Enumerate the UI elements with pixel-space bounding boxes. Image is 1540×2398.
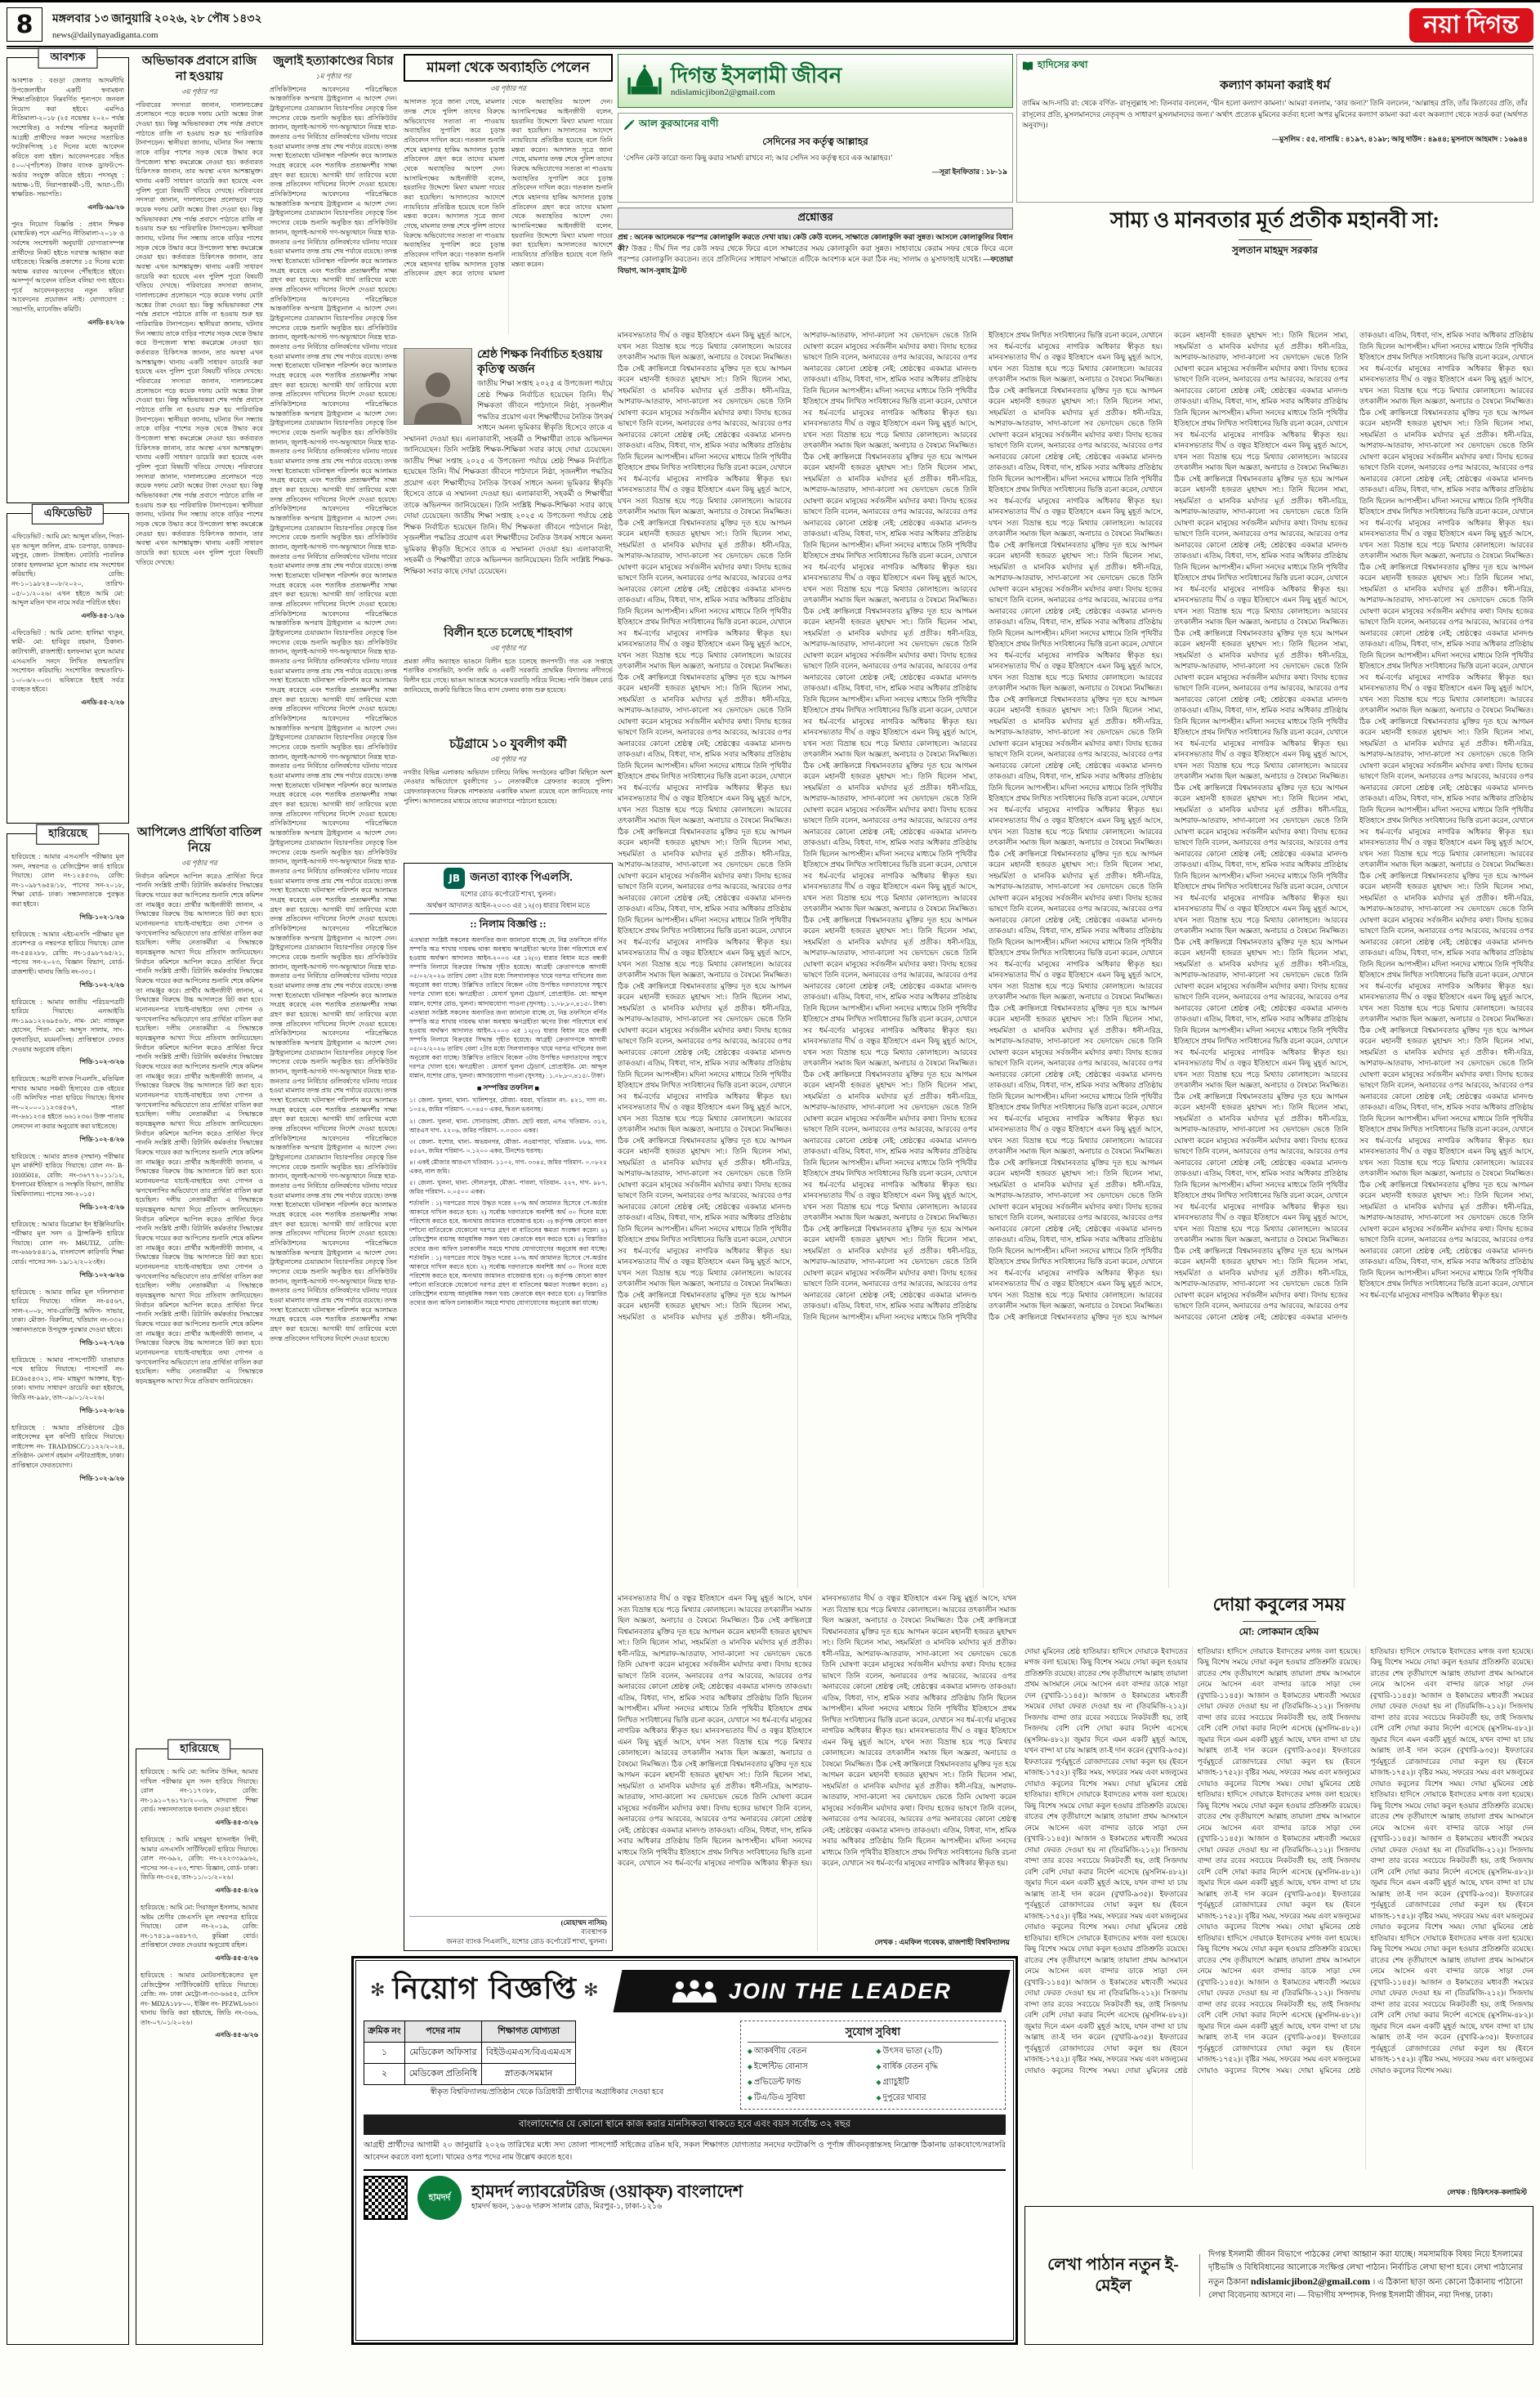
mailbox-text-before: দিগন্ত ইসলামী জীবন বিভাগে পাঠকের লেখা আহ্বান করা যাচ্ছে। সমসাময়িক বিষয় নিয়ে ইসলামের দৃষ্টিভঙ্গি ও বিধিবিধানের আলোকে সংক্ষিপ্ত লেখা পাঠান। নির্বাচিত লেখা ছাপা হবে। লেখা পাঠানোর নতুন ঠিকানা <box>1208 2250 1523 2288</box>
benefits-box <box>740 2021 1006 2110</box>
cell-serial: ১ <box>364 2043 405 2064</box>
islamic-banner <box>618 54 1013 108</box>
mahanabi-byline: সুলতান মাহমুদ সরকার <box>1016 239 1533 260</box>
person-silhouette-icon <box>411 367 465 424</box>
article-shikkhok <box>404 348 613 621</box>
company-name: হামদর্দ ল্যাবরেটরিজ (ওয়াক্ফ) বাংলাদেশ <box>471 2181 743 2201</box>
hadith-label: হাদিসের কথা <box>1038 59 1088 70</box>
lost-code: পিডি-১০২-৭/২৬ <box>79 1338 124 1346</box>
classified-code: এনডি-৪৫-২/২৬ <box>81 698 124 706</box>
lost-item: হারিয়েছে : আমার প্রতিষ্ঠানের ট্রেড লাইসেন্সের মূল কপিটি হারিয়ে গিয়াছে। লাইসেন্স নং- TRAD/DSCC/১১২২/২০২৪, প্রতিষ্ঠান- মেসার্স রহমান এন্টারপ্রাইজ, ঢাকা। প্রাপ্তিস্থানে ফেরতযোগ্য। <box>11 1423 124 1469</box>
lost-title: হারিয়েছে <box>167 1739 230 1760</box>
article-headline: অভিভাবক প্রবাসে রাজি না হওয়ায় <box>141 55 257 83</box>
lost-item: হারিয়েছে : আমার জাতীয় পরিচয়পত্রটি হারিয়ে গিয়াছে। এনআইডি নং-১৯৯১২২৬৯৫৬/৮, নাম- মো: নাজমুল হোসেন, পিতা- মো: আব্দুস সালাম, সাং- ফুলবাড়িয়া, ময়মনসিংহ। প্রাপ্তিস্থানে ফেরত দেওয়ার অনুরোধ রহিল। <box>11 998 124 1053</box>
page-number: 8 <box>7 7 42 42</box>
cell-serial: ২ <box>364 2064 405 2085</box>
lost-code: পিডি-১০২-৩/২৬ <box>79 1058 124 1066</box>
join-text: JOIN THE LEADER <box>728 1978 952 2003</box>
hadith-source: —মুসলিম : ৫৫, নাসায়ি : ৪১৯৭, ৪১৯৮; আবু দাউদ : ৪৯৪৪; মুসনাদে আহমাদ : ১৬৯৪৪ <box>1271 134 1528 143</box>
qa-answer: উত্তর : দীর্ঘ দিন পর কেউ সফর থেকে ফিরে এলে সাক্ষাতের সময় কোলাকুলি করা সুন্নত। সাহাবায়ে কেরাম সফর থেকে ফিরে এলে পরস্পর কোলাকুলি করতেন। তবে প্রতিদিনের সাধারণ সাক্ষাতে এটিকে আবশ্যক মনে করা ঠিক নয়; সালাম ও মুসাফাহাই যথেষ্ট। <box>618 243 1013 263</box>
mahanabi-credit: লেখক : এমফিল গবেষক, রাজশাহী বিশ্ববিদ্যালয় <box>866 1936 1011 1949</box>
article-bilin <box>404 626 613 732</box>
col-header: শিক্ষাগত যোগ্যতা <box>481 2021 575 2043</box>
date-text: মঙ্গলবার ১৩ জানুয়ারি ২০২৬, ২৮ পৌষ ১৪৩২ <box>52 13 262 25</box>
cell-position: মেডিকেল অফিসার <box>404 2043 481 2064</box>
positions-table <box>364 2021 576 2085</box>
sig-name: (মোহাম্মদ নাসিম) <box>560 1918 607 1927</box>
hadith-title: কল্যাণ কামনা করাই ধর্ম <box>1220 79 1330 92</box>
article-headline: চট্টগ্রামে ১০ যুবলীগ কর্মী <box>449 738 567 751</box>
qa-box <box>618 208 1013 325</box>
quran-label: আল কুরআনের বাণী <box>639 118 719 129</box>
article-mamla <box>404 54 613 343</box>
bank-law-line: অর্থঋণ আদালত আইন-২০০৩ এর ১২(৩) ধারার বিধান মতে <box>409 900 607 914</box>
lost-code: পিডি-১০২-৬/২৬ <box>79 1270 124 1279</box>
article-body: নির্বাচন কমিশনে আপিল করেও প্রার্থিতা ফিরে পাননি সংশ্লিষ্ট প্রার্থী। রিটার্নিং কর্মকর্তার সিদ্ধান্তের বিরুদ্ধে দায়ের করা আপিলের শুনানি শেষে কমিশন তা নামঞ্জুর করে। প্রার্থীর আইনজীবী জানান, এ সিদ্ধান্তের বিরুদ্ধে উচ্চ আদালতে রিট করা হবে। মনোনয়নপত্র যাচাই-বাছাইয়ে তথ্য গোপন ও ঋণখেলাপির অভিযোগে তার প্রার্থিতা বাতিল করা হয়েছিল। দলীয় নেতাকর্মীরা এ সিদ্ধান্তকে ষড়যন্ত্রমূলক আখ্যা দিয়ে প্রতিবাদ জানিয়েছেন। নির্বাচন কমিশনে আপিল করেও প্রার্থিতা ফিরে পাননি সংশ্লিষ্ট প্রার্থী। রিটার্নিং কর্মকর্তার সিদ্ধান্তের বিরুদ্ধে দায়ের করা আপিলের শুনানি শেষে কমিশন তা নামঞ্জুর করে। প্রার্থীর আইনজীবী জানান, এ সিদ্ধান্তের বিরুদ্ধে উচ্চ আদালতে রিট করা হবে। মনোনয়নপত্র যাচাই-বাছাইয়ে তথ্য গোপন ও ঋণখেলাপির অভিযোগে তার প্রার্থিতা বাতিল করা হয়েছিল। দলীয় নেতাকর্মীরা এ সিদ্ধান্তকে ষড়যন্ত্রমূলক আখ্যা দিয়ে প্রতিবাদ জানিয়েছেন। নির্বাচন কমিশনে আপিল করেও প্রার্থিতা ফিরে পাননি সংশ্লিষ্ট প্রার্থী। রিটার্নিং কর্মকর্তার সিদ্ধান্তের বিরুদ্ধে দায়ের করা আপিলের শুনানি শেষে কমিশন তা নামঞ্জুর করে। প্রার্থীর আইনজীবী জানান, এ সিদ্ধান্তের বিরুদ্ধে উচ্চ আদালতে রিট করা হবে। মনোনয়নপত্র যাচাই-বাছাইয়ে তথ্য গোপন ও ঋণখেলাপির অভিযোগে তার প্রার্থিতা বাতিল করা হয়েছিল। দলীয় নেতাকর্মীরা এ সিদ্ধান্তকে ষড়যন্ত্রমূলক আখ্যা দিয়ে প্রতিবাদ জানিয়েছেন। নির্বাচন কমিশনে আপিল করেও প্রার্থিতা ফিরে পাননি সংশ্লিষ্ট প্রার্থী। রিটার্নিং কর্মকর্তার সিদ্ধান্তের বিরুদ্ধে দায়ের করা আপিলের শুনানি শেষে কমিশন তা নামঞ্জুর করে। প্রার্থীর আইনজীবী জানান, এ সিদ্ধান্তের বিরুদ্ধে উচ্চ আদালতে রিট করা হবে। মনোনয়নপত্র যাচাই-বাছাইয়ে তথ্য গোপন ও ঋণখেলাপির অভিযোগে তার প্রার্থিতা বাতিল করা হয়েছিল। দলীয় নেতাকর্মীরা এ সিদ্ধান্তকে ষড়যন্ত্রমূলক আখ্যা দিয়ে প্রতিবাদ জানিয়েছেন। নির্বাচন কমিশনে আপিল করেও প্রার্থিতা ফিরে পাননি সংশ্লিষ্ট প্রার্থী। রিটার্নিং কর্মকর্তার সিদ্ধান্তের বিরুদ্ধে দায়ের করা আপিলের শুনানি শেষে কমিশন তা নামঞ্জুর করে। প্রার্থীর আইনজীবী জানান, এ সিদ্ধান্তের বিরুদ্ধে উচ্চ আদালতে রিট করা হবে। মনোনয়নপত্র যাচাই-বাছাইয়ে তথ্য গোপন ও ঋণখেলাপির অভিযোগে তার প্রার্থিতা বাতিল করা হয়েছিল। দলীয় নেতাকর্মীরা এ সিদ্ধান্তকে ষড়যন্ত্রমূলক আখ্যা দিয়ে প্রতিবাদ জানিয়েছেন। নির্বাচন কমিশনে আপিল করেও প্রার্থিতা ফিরে পাননি সংশ্লিষ্ট প্রার্থী। রিটার্নিং কর্মকর্তার সিদ্ধান্তের বিরুদ্ধে দায়ের করা আপিলের শুনানি শেষে কমিশন তা নামঞ্জুর করে। প্রার্থীর আইনজীবী জানান, এ সিদ্ধান্তের বিরুদ্ধে উচ্চ আদালতে রিট করা হবে। মনোনয়নপত্র যাচাই-বাছাইয়ে তথ্য গোপন ও ঋণখেলাপির অভিযোগে তার প্রার্থিতা বাতিল করা হয়েছিল। দলীয় নেতাকর্মীরা এ সিদ্ধান্তকে ষড়যন্ত্রমূলক আখ্যা দিয়ে প্রতিবাদ জানিয়েছেন। <box>136 872 263 1386</box>
mahanabi-headline: সাম্য ও মানবতার মূর্ত প্রতীক মহানবী সা: <box>1109 208 1440 232</box>
benefit-item: ◆ দুপুরের খাবার <box>876 2092 998 2106</box>
quran-text: ‘সেদিন কেউ কারো জন্য কিছু করার সামর্থ্য রাখবে না; আর সেদিন সব কর্তৃত্ব হবে এক আল্লাহর।’ <box>623 154 893 162</box>
hadith-text: তামিম আদ-দারি রা: থেকে বর্ণিত- রাসূলুল্লাহ সা: তিনবার বললেন, ‘দ্বীন হলো কল্যাণ কামনা।’ আমরা বললাম, ‘কার জন্য?’ তিনি বললেন, ‘আল্লাহর প্রতি, তাঁর কিতাবের প্রতি, তাঁর রাসূলের প্রতি, মুসলমানদের নেতৃবৃন্দ ও সাধারণ মুসলমানদের জন্য।’ অর্থাৎ প্রত্যেক মুমিনের কর্তব্য হলো অপর মুমিনের কল্যাণ কামনা করা এবং অকল্যাণ থেকে সতর্ক করা (অর্থগত অনুবাদ)। <box>1022 99 1528 129</box>
apply-instructions: আগ্রহী প্রার্থীদের আগামী ২০ জানুয়ারি ২০২৬ তারিখের মধ্যে সদ্য তোলা পাসপোর্ট সাইজের রঙিন ছবি, সকল শিক্ষাগত যোগ্যতার সনদের ফটোকপি ও পূর্ণাঙ্গ জীবনবৃত্তান্তসহ নিম্নোক্ত ঠিকানায় ডাকযোগে/সরাসরি আবেদন করতে বলা হলো। খামের ওপর পদের নাম উল্লেখ করতে হবে। <box>364 2141 1006 2162</box>
cell-qualification: স্নাতক/সমমান <box>481 2064 575 2085</box>
continuation-note: ৩য় পৃষ্ঠার পর <box>490 643 526 652</box>
article-headline: শ্রেষ্ঠ শিক্ষক নির্বাচিত হওয়ায় কৃতিত্ব অর্জন <box>477 349 603 376</box>
article-body: জাতীয় শিক্ষা সপ্তাহ ২০২৫ এ উপজেলা পর্যায়ে শ্রেষ্ঠ শিক্ষক নির্বাচিত হয়েছেন তিনি। দীর্ঘ শিক্ষকতা জীবনে পাঠদানে নিষ্ঠা, সৃজনশীল পদ্ধতির প্রয়োগ এবং শিক্ষার্থীদের নৈতিক উৎকর্ষ সাধনে অনন্য ভূমিকার স্বীকৃতি হিসেবে তাকে এ সম্মাননা দেওয়া হয়। এলাকাবাসী, সহকর্মী ও শিক্ষার্থীরা তাকে অভিনন্দন জানিয়েছেন। তিনি সংশ্লিষ্ট শিক্ষক-শিক্ষিকা সবার কাছে দোয়া চেয়েছেন। জাতীয় শিক্ষা সপ্তাহ ২০২৫ এ উপজেলা পর্যায়ে শ্রেষ্ঠ শিক্ষক নির্বাচিত হয়েছেন তিনি। দীর্ঘ শিক্ষকতা জীবনে পাঠদানে নিষ্ঠা, সৃজনশীল পদ্ধতির প্রয়োগ এবং শিক্ষার্থীদের নৈতিক উৎকর্ষ সাধনে অনন্য ভূমিকার স্বীকৃতি হিসেবে তাকে এ সম্মাননা দেওয়া হয়। এলাকাবাসী, সহকর্মী ও শিক্ষার্থীরা তাকে অভিনন্দন জানিয়েছেন। তিনি সংশ্লিষ্ট শিক্ষক-শিক্ষিকা সবার কাছে দোয়া চেয়েছেন। জাতীয় শিক্ষা সপ্তাহ ২০২৫ এ উপজেলা পর্যায়ে শ্রেষ্ঠ শিক্ষক নির্বাচিত হয়েছেন তিনি। দীর্ঘ শিক্ষকতা জীবনে পাঠদানে নিষ্ঠা, সৃজনশীল পদ্ধতির প্রয়োগ এবং শিক্ষার্থীদের নৈতিক উৎকর্ষ সাধনে অনন্য ভূমিকার স্বীকৃতি হিসেবে তাকে এ সম্মাননা দেওয়া হয়। এলাকাবাসী, সহকর্মী ও শিক্ষার্থীরা তাকে অভিনন্দন জানিয়েছেন। তিনি সংশ্লিষ্ট শিক্ষক-শিক্ষিকা সবার কাছে দোয়া চেয়েছেন। <box>404 379 613 575</box>
lost-item: হারিয়েছে : আমি মো: সিরাজুল ইসলাম, আমার অষ্টম শ্রেণীর জেএসসি মূল নম্বরপত্র হারিয়ে গিয়াছে। রোল নং-২০১৯, রেজি: নং-১৭৪১৯০৬৪৮৭৩, কুমিল্লা বোর্ড। প্রাপ্তিস্থানে ফেরত দেওয়ার অনুরোধ রহিল। <box>141 1903 258 1949</box>
lost-item: হারিয়েছে : আমার এসএসসি পরীক্ষার মূল সনদ, নম্বরপত্র ও রেজিস্ট্রেশন কার্ড হারিয়ে গিয়াছে। রোল নং-১২৪৫৩৬, রেজি: নং-১০৯৮৭৬৫৪/১৮, পাসের সন-২০১৮, শিক্ষা বোর্ড- ঢাকা। সন্ধানদাতাকে পুরস্কৃত করা হইবে। <box>11 853 124 908</box>
mahanabi-headline-block <box>1016 208 1533 325</box>
lost-code: পিডি-১০২-৪/২৬ <box>79 1135 124 1143</box>
mailbox-email[interactable]: ndislamicjibon2@gmail.com <box>1250 2275 1371 2288</box>
article-body: মানবসভ্যতার দীর্ঘ ও বন্ধুর ইতিহাসে এমন কিছু মুহূর্ত আসে, যখন সত্য বিভ্রান্ত হয়ে পড়ে মিথ্যার কোলাহলে। আরবের তৎকালীন সমাজ ছিল অজ্ঞতা, অনাচার ও বৈষম্যে নিমজ্জিত। ঠিক সেই ক্রান্তিলগ্নে বিশ্বমানবতার মুক্তির দূত হয়ে আগমন করেন মহানবী হজরত মুহাম্মদ সা:। তিনি ছিলেন সাম্য, সহমর্মিতা ও মানবিক মর্যাদার মূর্ত প্রতীক। ধনী-দরিদ্র, আশরাফ-আতরাফ, সাদা-কালো সব ভেদাভেদ ভেঙে তিনি ঘোষণা করেন মানুষের সর্বজনীন মর্যাদার কথা। বিদায় হজের ভাষণে তিনি বলেন, অনারবের ওপর আরবের, আরবের ওপর অনারবের কোনো শ্রেষ্ঠত্ব নেই; শ্রেষ্ঠত্বের একমাত্র মানদণ্ড তাকওয়া। এতিম, বিধবা, দাস, শ্রমিক সবার অধিকার প্রতিষ্ঠায় তিনি ছিলেন আপসহীন। মদিনা সনদের মাধ্যমে তিনি পৃথিবীর ইতিহাসে প্রথম লিখিত সংবিধানের ভিত্তি রচনা করেন, যেখানে সব ধর্ম-বর্ণের মানুষের নাগরিক অধিকার স্বীকৃত হয়। মানবসভ্যতার দীর্ঘ ও বন্ধুর ইতিহাসে এমন কিছু মুহূর্ত আসে, যখন সত্য বিভ্রান্ত হয়ে পড়ে মিথ্যার কোলাহলে। আরবের তৎকালীন সমাজ ছিল অজ্ঞতা, অনাচার ও বৈষম্যে নিমজ্জিত। ঠিক সেই ক্রান্তিলগ্নে বিশ্বমানবতার মুক্তির দূত হয়ে আগমন করেন মহানবী হজরত মুহাম্মদ সা:। তিনি ছিলেন সাম্য, সহমর্মিতা ও মানবিক মর্যাদার মূর্ত প্রতীক। ধনী-দরিদ্র, আশরাফ-আতরাফ, সাদা-কালো সব ভেদাভেদ ভেঙে তিনি ঘোষণা করেন মানুষের সর্বজনীন মর্যাদার কথা। বিদায় হজের ভাষণে তিনি বলেন, অনারবের ওপর আরবের, আরবের ওপর অনারবের কোনো শ্রেষ্ঠত্ব নেই; শ্রেষ্ঠত্বের একমাত্র মানদণ্ড তাকওয়া। এতিম, বিধবা, দাস, শ্রমিক সবার অধিকার প্রতিষ্ঠায় তিনি ছিলেন আপসহীন। মদিনা সনদের মাধ্যমে তিনি পৃথিবীর ইতিহাসে প্রথম লিখিত সংবিধানের ভিত্তি রচনা করেন, যেখানে সব ধর্ম-বর্ণের মানুষের নাগরিক অধিকার স্বীকৃত হয়। মানবসভ্যতার দীর্ঘ ও বন্ধুর ইতিহাসে এমন কিছু মুহূর্ত আসে, যখন সত্য বিভ্রান্ত হয়ে পড়ে মিথ্যার কোলাহলে। আরবের তৎকালীন সমাজ ছিল অজ্ঞতা, অনাচার ও বৈষম্যে নিমজ্জিত। ঠিক সেই ক্রান্তিলগ্নে বিশ্বমানবতার মুক্তির দূত হয়ে আগমন করেন মহানবী হজরত মুহাম্মদ সা:। তিনি ছিলেন সাম্য, সহমর্মিতা ও মানবিক মর্যাদার মূর্ত প্রতীক। ধনী-দরিদ্র, আশরাফ-আতরাফ, সাদা-কালো সব ভেদাভেদ ভেঙে তিনি ঘোষণা করেন মানুষের সর্বজনীন মর্যাদার কথা। বিদায় হজের ভাষণে তিনি বলেন, অনারবের ওপর আরবের, আরবের ওপর অনারবের কোনো শ্রেষ্ঠত্ব নেই; শ্রেষ্ঠত্বের একমাত্র মানদণ্ড তাকওয়া। এতিম, বিধবা, দাস, শ্রমিক সবার অধিকার প্রতিষ্ঠায় তিনি ছিলেন আপসহীন। মদিনা সনদের মাধ্যমে তিনি পৃথিবীর ইতিহাসে প্রথম লিখিত সংবিধানের ভিত্তি রচনা করেন, যেখানে সব ধর্ম-বর্ণের মানুষের নাগরিক অধিকার স্বীকৃত হয়। মানবসভ্যতার দীর্ঘ ও বন্ধুর ইতিহাসে এমন কিছু মুহূর্ত আসে, যখন সত্য বিভ্রান্ত হয়ে পড়ে মিথ্যার কোলাহলে। আরবের তৎকালীন সমাজ ছিল অজ্ঞতা, অনাচার ও বৈষম্যে নিমজ্জিত। ঠিক সেই ক্রান্তিলগ্নে বিশ্বমানবতার মুক্তির দূত হয়ে আগমন করেন মহানবী হজরত মুহাম্মদ সা:। তিনি ছিলেন সাম্য, সহমর্মিতা ও মানবিক মর্যাদার মূর্ত প্রতীক। ধনী-দরিদ্র, আশরাফ-আতরাফ, সাদা-কালো সব ভেদাভেদ ভেঙে তিনি ঘোষণা করেন মানুষের সর্বজনীন মর্যাদার কথা। বিদায় হজের ভাষণে তিনি বলেন, অনারবের ওপর আরবের, আরবের ওপর অনারবের কোনো শ্রেষ্ঠত্ব নেই; শ্রেষ্ঠত্বের একমাত্র মানদণ্ড তাকওয়া। এতিম, বিধবা, দাস, শ্রমিক সবার অধিকার প্রতিষ্ঠায় তিনি ছিলেন আপসহীন। মদিনা সনদের মাধ্যমে তিনি পৃথিবীর ইতিহাসে প্রথম লিখিত সংবিধানের ভিত্তি রচনা করেন, যেখানে সব ধর্ম-বর্ণের মানুষের নাগরিক অধিকার স্বীকৃত হয়। <box>618 1594 1016 1867</box>
teacher-photo <box>404 348 472 425</box>
table-note: স্বীকৃত বিশ্ববিদ্যালয়/প্রতিষ্ঠান থেকে ডিগ্রিধারী প্রার্থীদের অগ্রাধিকার দেওয়া হবে <box>430 2088 664 2097</box>
affidavit-box <box>7 506 129 824</box>
company-address: হামদর্দ ভবন, ১৬০৬ দারুস সালাম রোড, মিরপুর-১, ঢাকা-১২১৬ <box>471 2203 663 2212</box>
bank-name: জনতা ব্যাংক পিএলসি. <box>470 872 573 885</box>
continuation-note: ৩য় পৃষ্ঠার পর <box>490 754 526 763</box>
article-body: প্রমত্তা নদীর অব্যাহত ভাঙনে বিলীন হতে চলেছে জনপদটি। গত এক সপ্তাহে শতাধিক বসতভিটা, ফসলি জমি ও একটি সরকারি প্রাথমিক বিদ্যালয় নদীগর্ভে বিলীন হয়ে গেছে। ভাঙন আতঙ্কে অনেকে ঘরবাড়ি সরিয়ে নিচ্ছে। পানি উন্নয়ন বোর্ড জানিয়েছে, জরুরি ভিত্তিতে জিও ব্যাগ ফেলার কাজ শুরু হয়েছে। <box>404 657 613 694</box>
classified-item: এফিডেভিট : আমি মো: আব্দুল মতিন, পিতা- মৃত আব্দুল জলিল, গ্রাম- চরপাড়া, ডাকঘর- মধুপুর, জেলা- টাঙ্গাইল। নোটারি পাবলিক ঢাকার হলফনামা মূলে আমার নাম সংশোধন করিয়াছি। রেজি: নং-১০১৯৮২৪০০৮/২০২০, তারিখ- ০৫/০১/২০২৬। এখন হইতে আমি মো: আব্দুল মতিন খান নামে সর্বত্র পরিচিত হইব। <box>11 533 124 607</box>
affidavit-title: এফিডেভিট <box>32 504 104 525</box>
mailbox-title: লেখা পাঠান নতুন ই-মেইল <box>1035 2254 1200 2297</box>
benefit-item: ◆ গ্র্যাচুইটি <box>876 2076 998 2090</box>
qa-title: প্রশ্নোত্তর <box>618 208 1013 230</box>
boxed-headline: মামলা থেকে অব্যাহতি পেলেন <box>404 54 613 82</box>
sig-title: ব্যবস্থাপক <box>581 1927 607 1936</box>
open-book-icon <box>1022 60 1033 72</box>
classified-item: আবশ্যক : বগুড়া জেলার আদমদীঘি উপজেলাধীন একটি স্বনামধন্য শিক্ষাপ্রতিষ্ঠানে নিম্নবর্ণিত শূন্যপদে জনবল নিয়োগ করা হইবে। এমপিও নীতিমালা-২০১৮ (২৫ নভেম্বর ২০২০ পর্যন্ত সংশোধিত) ও সর্বশেষ পরিপত্র অনুযায়ী আগ্রহী প্রার্থীদের সকল সনদের সত্যায়িত ফটোকপিসহ ১৫ দিনের মধ্যে আবেদন করিতে বলা হইল। আবেদনপত্রের সহিত ৫০০/-(পাঁচশত) টাকার ব্যাংক ড্রাফট/পে-অর্ডার সংযুক্ত করিতে হইবে। পদসমূহ : অধ্যক্ষ-১টি, নিরাপত্তাকর্মী-১টি, আয়া-১টি। স্বাক্ষরিত- সভাপতি। <box>11 77 124 199</box>
article-ovibhabok <box>136 54 263 820</box>
pen-icon <box>623 119 635 131</box>
lost-item: হারিয়েছে : আমার পাসপোর্টটি যাতায়াত পথে হারিয়ে গিয়াছে। পাসপোর্ট নং- EC0৬৫৪৩২১, নাম- মাহমুদা আক্তার, ইস্যু- ঢাকা। থানায় সাধারণ ডায়েরি করা হইয়াছে, জিডি নং-৯৯৮, তাং-০৯/০১/২০২৬। <box>11 1355 124 1401</box>
lost-item: হারিয়েছে : অগ্রণী ব্যাংক পিএলসি., মতিঝিল শাখার আমার সঞ্চয়ী হিসাবের চেক বইয়ের ৩টি অলিখিত পাতা হারিয়ে গিয়াছে। হিসাব নং-০২০০০১১২৩৪৫৬৭, পাতা নং-৬৬১২৩৪ হইতে ৬৬১২৩৬। উক্ত পাতায় লেনদেন না করার অনুরোধ করা যাইতেছে। <box>11 1075 124 1131</box>
sig-branch: জনতা ব্যাংক পিএলসি., যশোর রোড কর্পোরেট শাখা, খুলনা। <box>446 1936 607 1945</box>
auction-terms: শর্তাবলি : ১) দরপত্রের সাথে উদ্ধৃত দরের ২০% অর্থ জামানত হিসেবে পে-অর্ডার আকারে দাখিল করতে হবে। ২) সর্বোচ্চ দরদাতাকে অবশিষ্ট অর্থ ৩০ দিনের মধ্যে পরিশোধ করতে হবে, অন্যথায় জামানত বাজেয়াপ্ত হবে। ৩) কর্তৃপক্ষ কোনো কারণ দর্শানো ব্যতিরেকে যেকোনো দরপত্র গ্রহণ বা বাতিলের ক্ষমতা সংরক্ষণ করেন। ৪) রেজিস্ট্রেশন ব্যয়সহ আনুষঙ্গিক সকল খরচ ক্রেতাকে বহন করতে হবে। ৫) বিস্তারিত তথ্যের জন্য অফিস চলাকালীন সময়ে শাখায় যোগাযোগের অনুরোধ করা যাচ্ছে। শর্তাবলি : ১) দরপত্রের সাথে উদ্ধৃত দরের ২০% অর্থ জামানত হিসেবে পে-অর্ডার আকারে দাখিল করতে হবে। ২) সর্বোচ্চ দরদাতাকে অবশিষ্ট অর্থ ৩০ দিনের মধ্যে পরিশোধ করতে হবে, অন্যথায় জামানত বাজেয়াপ্ত হবে। ৩) কর্তৃপক্ষ কোনো কারণ দর্শানো ব্যতিরেকে যেকোনো দরপত্র গ্রহণ বা বাতিলের ক্ষমতা সংরক্ষণ করেন। ৪) রেজিস্ট্রেশন ব্যয়সহ আনুষঙ্গিক সকল খরচ ক্রেতাকে বহন করতে হবে। ৫) বিস্তারিত তথ্যের জন্য অফিস চলাকালীন সময়ে শাখায় যোগাযোগের অনুরোধ করা যাচ্ছে। <box>409 1199 607 1307</box>
dateline <box>52 9 262 40</box>
hadith-box <box>1016 54 1533 203</box>
lost-code: এনডি-৪৫-৬/২৬ <box>215 2031 258 2039</box>
continuation-note: ৩য় পৃষ্ঠার পর <box>490 84 526 93</box>
classified-code: এনডি-৪২/২৬ <box>87 318 124 326</box>
job-ad-title: ✻ নিয়োগ বিজ্ঞপ্তি ✻ <box>364 1967 606 2016</box>
table-row <box>364 2043 576 2064</box>
auction-title: :: নিলাম বিজ্ঞপ্তি :: <box>470 918 547 930</box>
mosque-icon <box>627 63 663 99</box>
schedule-item: ৪। একই মৌজার আরএস খতিয়ান- ১১০২, দাগ- ৩৩৪৫, জমির পরিমাণ- ০.০৮২৫ একর, নাল জমি। <box>409 1158 607 1175</box>
bank-auction-notice <box>404 863 613 1951</box>
col-header: পদের নাম <box>404 2021 481 2043</box>
lost-item: হারিয়েছে : আমার ডিপ্লোমা ইন ইঞ্জিনিয়ারিং পরীক্ষার মূল সনদ ও ট্রান্সক্রিপ্ট হারিয়ে গিয়াছে। রোল নং- M6UTIZ, রেজি: নং-৬৬৮৮৪৪/১৯, বাংলাদেশ কারিগরি শিক্ষা বোর্ড। পাসের সন- ১৯/১২/২০২৩ইং। <box>11 1220 124 1266</box>
lost-code: এনডি-৪৫-৩/২৬ <box>215 1818 258 1826</box>
article-headline: জুলাই হত্যাকাণ্ডের বিচার <box>273 55 394 68</box>
lost-code: পিডি-১০২-৯/২৬ <box>79 1474 124 1482</box>
lost-code: এনডি-৪৫-৪/২৬ <box>215 1886 258 1894</box>
article-body: মানবসভ্যতার দীর্ঘ ও বন্ধুর ইতিহাসে এমন কিছু মুহূর্ত আসে, যখন সত্য বিভ্রান্ত হয়ে পড়ে মিথ্যার কোলাহলে। আরবের তৎকালীন সমাজ ছিল অজ্ঞতা, অনাচার ও বৈষম্যে নিমজ্জিত। ঠিক সেই ক্রান্তিলগ্নে বিশ্বমানবতার মুক্তির দূত হয়ে আগমন করেন মহানবী হজরত মুহাম্মদ সা:। তিনি ছিলেন সাম্য, সহমর্মিতা ও মানবিক মর্যাদার মূর্ত প্রতীক। ধনী-দরিদ্র, আশরাফ-আতরাফ, সাদা-কালো সব ভেদাভেদ ভেঙে তিনি ঘোষণা করেন মানুষের সর্বজনীন মর্যাদার কথা। বিদায় হজের ভাষণে তিনি বলেন, অনারবের ওপর আরবের, আরবের ওপর অনারবের কোনো শ্রেষ্ঠত্ব নেই; শ্রেষ্ঠত্বের একমাত্র মানদণ্ড তাকওয়া। এতিম, বিধবা, দাস, শ্রমিক সবার অধিকার প্রতিষ্ঠায় তিনি ছিলেন আপসহীন। মদিনা সনদের মাধ্যমে তিনি পৃথিবীর ইতিহাসে প্রথম লিখিত সংবিধানের ভিত্তি রচনা করেন, যেখানে সব ধর্ম-বর্ণের মানুষের নাগরিক অধিকার স্বীকৃত হয়। মানবসভ্যতার দীর্ঘ ও বন্ধুর ইতিহাসে এমন কিছু মুহূর্ত আসে, যখন সত্য বিভ্রান্ত হয়ে পড়ে মিথ্যার কোলাহলে। আরবের তৎকালীন সমাজ ছিল অজ্ঞতা, অনাচার ও বৈষম্যে নিমজ্জিত। ঠিক সেই ক্রান্তিলগ্নে বিশ্বমানবতার মুক্তির দূত হয়ে আগমন করেন মহানবী হজরত মুহাম্মদ সা:। তিনি ছিলেন সাম্য, সহমর্মিতা ও মানবিক মর্যাদার মূর্ত প্রতীক। ধনী-দরিদ্র, আশরাফ-আতরাফ, সাদা-কালো সব ভেদাভেদ ভেঙে তিনি ঘোষণা করেন মানুষের সর্বজনীন মর্যাদার কথা। বিদায় হজের ভাষণে তিনি বলেন, অনারবের ওপর আরবের, আরবের ওপর অনারবের কোনো শ্রেষ্ঠত্ব নেই; শ্রেষ্ঠত্বের একমাত্র মানদণ্ড তাকওয়া। এতিম, বিধবা, দাস, শ্রমিক সবার অধিকার প্রতিষ্ঠায় তিনি ছিলেন আপসহীন। মদিনা সনদের মাধ্যমে তিনি পৃথিবীর ইতিহাসে প্রথম লিখিত সংবিধানের ভিত্তি রচনা করেন, যেখানে সব ধর্ম-বর্ণের মানুষের নাগরিক অধিকার স্বীকৃত হয়। মানবসভ্যতার দীর্ঘ ও বন্ধুর ইতিহাসে এমন কিছু মুহূর্ত আসে, যখন সত্য বিভ্রান্ত হয়ে পড়ে মিথ্যার কোলাহলে। আরবের তৎকালীন সমাজ ছিল অজ্ঞতা, অনাচার ও বৈষম্যে নিমজ্জিত। ঠিক সেই ক্রান্তিলগ্নে বিশ্বমানবতার মুক্তির দূত হয়ে আগমন করেন মহানবী হজরত মুহাম্মদ সা:। তিনি ছিলেন সাম্য, সহমর্মিতা ও মানবিক মর্যাদার মূর্ত প্রতীক। ধনী-দরিদ্র, আশরাফ-আতরাফ, সাদা-কালো সব ভেদাভেদ ভেঙে তিনি ঘোষণা করেন মানুষের সর্বজনীন মর্যাদার কথা। বিদায় হজের ভাষণে তিনি বলেন, অনারবের ওপর আরবের, আরবের ওপর অনারবের কোনো শ্রেষ্ঠত্ব নেই; শ্রেষ্ঠত্বের একমাত্র মানদণ্ড তাকওয়া। এতিম, বিধবা, দাস, শ্রমিক সবার অধিকার প্রতিষ্ঠায় তিনি ছিলেন আপসহীন। মদিনা সনদের মাধ্যমে তিনি পৃথিবীর ইতিহাসে প্রথম লিখিত সংবিধানের ভিত্তি রচনা করেন, যেখানে সব ধর্ম-বর্ণের মানুষের নাগরিক অধিকার স্বীকৃত হয়। মানবসভ্যতার দীর্ঘ ও বন্ধুর ইতিহাসে এমন কিছু মুহূর্ত আসে, যখন সত্য বিভ্রান্ত হয়ে পড়ে মিথ্যার কোলাহলে। আরবের তৎকালীন সমাজ ছিল অজ্ঞতা, অনাচার ও বৈষম্যে নিমজ্জিত। ঠিক সেই ক্রান্তিলগ্নে বিশ্বমানবতার মুক্তির দূত হয়ে আগমন করেন মহানবী হজরত মুহাম্মদ সা:। তিনি ছিলেন সাম্য, সহমর্মিতা ও মানবিক মর্যাদার মূর্ত প্রতীক। ধনী-দরিদ্র, আশরাফ-আতরাফ, সাদা-কালো সব ভেদাভেদ ভেঙে তিনি ঘোষণা করেন মানুষের সর্বজনীন মর্যাদার কথা। বিদায় হজের ভাষণে তিনি বলেন, অনারবের ওপর আরবের, আরবের ওপর অনারবের কোনো শ্রেষ্ঠত্ব নেই; শ্রেষ্ঠত্বের একমাত্র মানদণ্ড তাকওয়া। এতিম, বিধবা, দাস, শ্রমিক সবার অধিকার প্রতিষ্ঠায় তিনি ছিলেন আপসহীন। মদিনা সনদের মাধ্যমে তিনি পৃথিবীর ইতিহাসে প্রথম লিখিত সংবিধানের ভিত্তি রচনা করেন, যেখানে সব ধর্ম-বর্ণের মানুষের নাগরিক অধিকার স্বীকৃত হয়। মানবসভ্যতার দীর্ঘ ও বন্ধুর ইতিহাসে এমন কিছু মুহূর্ত আসে, যখন সত্য বিভ্রান্ত হয়ে পড়ে মিথ্যার কোলাহলে। আরবের তৎকালীন সমাজ ছিল অজ্ঞতা, অনাচার ও বৈষম্যে নিমজ্জিত। ঠিক সেই ক্রান্তিলগ্নে বিশ্বমানবতার মুক্তির দূত হয়ে আগমন করেন মহানবী হজরত মুহাম্মদ সা:। তিনি ছিলেন সাম্য, সহমর্মিতা ও মানবিক মর্যাদার মূর্ত প্রতীক। ধনী-দরিদ্র, আশরাফ-আতরাফ, সাদা-কালো সব ভেদাভেদ ভেঙে তিনি ঘোষণা করেন মানুষের সর্বজনীন মর্যাদার কথা। বিদায় হজের ভাষণে তিনি বলেন, অনারবের ওপর আরবের, আরবের ওপর অনারবের কোনো শ্রেষ্ঠত্ব নেই; শ্রেষ্ঠত্বের একমাত্র মানদণ্ড তাকওয়া। এতিম, বিধবা, দাস, শ্রমিক সবার অধিকার প্রতিষ্ঠায় তিনি ছিলেন আপসহীন। মদিনা সনদের মাধ্যমে তিনি পৃথিবীর ইতিহাসে প্রথম লিখিত সংবিধানের ভিত্তি রচনা করেন, যেখানে সব ধর্ম-বর্ণের মানুষের নাগরিক অধিকার স্বীকৃত হয়। মানবসভ্যতার দীর্ঘ ও বন্ধুর ইতিহাসে এমন কিছু মুহূর্ত আসে, যখন সত্য বিভ্রান্ত হয়ে পড়ে মিথ্যার কোলাহলে। আরবের তৎকালীন সমাজ ছিল অজ্ঞতা, অনাচার ও বৈষম্যে নিমজ্জিত। ঠিক সেই ক্রান্তিলগ্নে বিশ্বমানবতার মুক্তির দূত হয়ে আগমন করেন মহানবী হজরত মুহাম্মদ সা:। তিনি ছিলেন সাম্য, সহমর্মিতা ও মানবিক মর্যাদার মূর্ত প্রতীক। ধনী-দরিদ্র, আশরাফ-আতরাফ, সাদা-কালো সব ভেদাভেদ ভেঙে তিনি ঘোষণা করেন মানুষের সর্বজনীন মর্যাদার কথা। বিদায় হজের ভাষণে তিনি বলেন, অনারবের ওপর আরবের, আরবের ওপর অনারবের কোনো শ্রেষ্ঠত্ব নেই; শ্রেষ্ঠত্বের একমাত্র মানদণ্ড তাকওয়া। এতিম, বিধবা, দাস, শ্রমিক সবার অধিকার প্রতিষ্ঠায় তিনি ছিলেন আপসহীন। মদিনা সনদের মাধ্যমে তিনি পৃথিবীর ইতিহাসে প্রথম লিখিত সংবিধানের ভিত্তি রচনা করেন, যেখানে সব ধর্ম-বর্ণের মানুষের নাগরিক অধিকার স্বীকৃত হয়। মানবসভ্যতার দীর্ঘ ও বন্ধুর ইতিহাসে এমন কিছু মুহূর্ত আসে, যখন সত্য বিভ্রান্ত হয়ে পড়ে মিথ্যার কোলাহলে। আরবের তৎকালীন সমাজ ছিল অজ্ঞতা, অনাচার ও বৈষম্যে নিমজ্জিত। ঠিক সেই ক্রান্তিলগ্নে বিশ্বমানবতার মুক্তির দূত হয়ে আগমন করেন মহানবী হজরত মুহাম্মদ সা:। তিনি ছিলেন সাম্য, সহমর্মিতা ও মানবিক মর্যাদার মূর্ত প্রতীক। ধনী-দরিদ্র, আশরাফ-আতরাফ, সাদা-কালো সব ভেদাভেদ ভেঙে তিনি ঘোষণা করেন মানুষের সর্বজনীন মর্যাদার কথা। বিদায় হজের ভাষণে তিনি বলেন, অনারবের ওপর আরবের, আরবের ওপর অনারবের কোনো শ্রেষ্ঠত্ব নেই; শ্রেষ্ঠত্বের একমাত্র মানদণ্ড তাকওয়া। এতিম, বিধবা, দাস, শ্রমিক সবার অধিকার প্রতিষ্ঠায় তিনি ছিলেন আপসহীন। মদিনা সনদের মাধ্যমে তিনি পৃথিবীর ইতিহাসে প্রথম লিখিত সংবিধানের ভিত্তি রচনা করেন, যেখানে সব ধর্ম-বর্ণের মানুষের নাগরিক অধিকার স্বীকৃত হয়। মানবসভ্যতার দীর্ঘ ও বন্ধুর ইতিহাসে এমন কিছু মুহূর্ত আসে, যখন সত্য বিভ্রান্ত হয়ে পড়ে মিথ্যার কোলাহলে। আরবের তৎকালীন সমাজ ছিল অজ্ঞতা, অনাচার ও বৈষম্যে নিমজ্জিত। ঠিক সেই ক্রান্তিলগ্নে বিশ্বমানবতার মুক্তির দূত হয়ে আগমন করেন মহানবী হজরত মুহাম্মদ সা:। তিনি ছিলেন সাম্য, সহমর্মিতা ও মানবিক মর্যাদার মূর্ত প্রতীক। ধনী-দরিদ্র, আশরাফ-আতরাফ, সাদা-কালো সব ভেদাভেদ ভেঙে তিনি ঘোষণা করেন মানুষের সর্বজনীন মর্যাদার কথা। বিদায় হজের ভাষণে তিনি বলেন, অনারবের ওপর আরবের, আরবের ওপর অনারবের কোনো শ্রেষ্ঠত্ব নেই; শ্রেষ্ঠত্বের একমাত্র মানদণ্ড তাকওয়া। এতিম, বিধবা, দাস, শ্রমিক সবার অধিকার প্রতিষ্ঠায় তিনি ছিলেন আপসহীন। মদিনা সনদের মাধ্যমে তিনি পৃথিবীর ইতিহাসে প্রথম লিখিত সংবিধানের ভিত্তি রচনা করেন, যেখানে সব ধর্ম-বর্ণের মানুষের নাগরিক অধিকার স্বীকৃত হয়। মানবসভ্যতার দীর্ঘ ও বন্ধুর ইতিহাসে এমন কিছু মুহূর্ত আসে, যখন সত্য বিভ্রান্ত হয়ে পড়ে মিথ্যার কোলাহলে। আরবের তৎকালীন সমাজ ছিল অজ্ঞতা, অনাচার ও বৈষম্যে নিমজ্জিত। ঠিক সেই ক্রান্তিলগ্নে বিশ্বমানবতার মুক্তির দূত হয়ে আগমন করেন মহানবী হজরত মুহাম্মদ সা:। তিনি ছিলেন সাম্য, সহমর্মিতা ও মানবিক মর্যাদার মূর্ত প্রতীক। ধনী-দরিদ্র, আশরাফ-আতরাফ, সাদা-কালো সব ভেদাভেদ ভেঙে তিনি ঘোষণা করেন মানুষের সর্বজনীন মর্যাদার কথা। বিদায় হজের ভাষণে তিনি বলেন, অনারবের ওপর আরবের, আরবের ওপর অনারবের কোনো শ্রেষ্ঠত্ব নেই; শ্রেষ্ঠত্বের একমাত্র মানদণ্ড তাকওয়া। এতিম, বিধবা, দাস, শ্রমিক সবার অধিকার প্রতিষ্ঠায় তিনি ছিলেন আপসহীন। মদিনা সনদের মাধ্যমে তিনি পৃথিবীর ইতিহাসে প্রথম লিখিত সংবিধানের ভিত্তি রচনা করেন, যেখানে সব ধর্ম-বর্ণের মানুষের নাগরিক অধিকার স্বীকৃত হয়। মানবসভ্যতার দীর্ঘ ও বন্ধুর ইতিহাসে এমন কিছু মুহূর্ত আসে, যখন সত্য বিভ্রান্ত হয়ে পড়ে মিথ্যার কোলাহলে। আরবের তৎকালীন সমাজ ছিল অজ্ঞতা, অনাচার ও বৈষম্যে নিমজ্জিত। ঠিক সেই ক্রান্তিলগ্নে বিশ্বমানবতার মুক্তির দূত হয়ে আগমন করেন মহানবী হজরত মুহাম্মদ সা:। তিনি ছিলেন সাম্য, সহমর্মিতা ও মানবিক মর্যাদার মূর্ত প্রতীক। ধনী-দরিদ্র, আশরাফ-আতরাফ, সাদা-কালো সব ভেদাভেদ ভেঙে তিনি ঘোষণা করেন মানুষের সর্বজনীন মর্যাদার কথা। বিদায় হজের ভাষণে তিনি বলেন, অনারবের ওপর আরবের, আরবের ওপর অনারবের কোনো শ্রেষ্ঠত্ব নেই; শ্রেষ্ঠত্বের একমাত্র মানদণ্ড তাকওয়া। এতিম, বিধবা, দাস, শ্রমিক সবার অধিকার প্রতিষ্ঠায় তিনি ছিলেন আপসহীন। মদিনা সনদের মাধ্যমে তিনি পৃথিবীর ইতিহাসে প্রথম লিখিত সংবিধানের ভিত্তি রচনা করেন, যেখানে সব ধর্ম-বর্ণের মানুষের নাগরিক অধিকার স্বীকৃত হয়। মানবসভ্যতার দীর্ঘ ও বন্ধুর ইতিহাসে এমন কিছু মুহূর্ত আসে, যখন সত্য বিভ্রান্ত হয়ে পড়ে মিথ্যার কোলাহলে। আরবের তৎকালীন সমাজ ছিল অজ্ঞতা, অনাচার ও বৈষম্যে নিমজ্জিত। ঠিক সেই ক্রান্তিলগ্নে বিশ্বমানবতার মুক্তির দূত হয়ে আগমন করেন মহানবী হজরত মুহাম্মদ সা:। তিনি ছিলেন সাম্য, সহমর্মিতা ও মানবিক মর্যাদার মূর্ত প্রতীক। ধনী-দরিদ্র, আশরাফ-আতরাফ, সাদা-কালো সব ভেদাভেদ ভেঙে তিনি ঘোষণা করেন মানুষের সর্বজনীন মর্যাদার কথা। বিদায় হজের ভাষণে তিনি বলেন, অনারবের ওপর আরবের, আরবের ওপর অনারবের কোনো শ্রেষ্ঠত্ব নেই; শ্রেষ্ঠত্বের একমাত্র মানদণ্ড তাকওয়া। এতিম, বিধবা, দাস, শ্রমিক সবার অধিকার প্রতিষ্ঠায় তিনি ছিলেন আপসহীন। মদিনা সনদের মাধ্যমে তিনি পৃথিবীর ইতিহাসে প্রথম লিখিত সংবিধানের ভিত্তি রচনা করেন, যেখানে সব ধর্ম-বর্ণের মানুষের নাগরিক অধিকার স্বীকৃত হয়। মানবসভ্যতার দীর্ঘ ও বন্ধুর ইতিহাসে এমন কিছু মুহূর্ত আসে, যখন সত্য বিভ্রান্ত হয়ে পড়ে মিথ্যার কোলাহলে। আরবের তৎকালীন সমাজ ছিল অজ্ঞতা, অনাচার ও বৈষম্যে নিমজ্জিত। ঠিক সেই ক্রান্তিলগ্নে বিশ্বমানবতার মুক্তির দূত হয়ে আগমন করেন মহানবী হজরত মুহাম্মদ সা:। তিনি ছিলেন সাম্য, সহমর্মিতা ও মানবিক মর্যাদার মূর্ত প্রতীক। ধনী-দরিদ্র, আশরাফ-আতরাফ, সাদা-কালো সব ভেদাভেদ ভেঙে তিনি ঘোষণা করেন মানুষের সর্বজনীন মর্যাদার কথা। বিদায় হজের ভাষণে তিনি বলেন, অনারবের ওপর আরবের, আরবের ওপর অনারবের কোনো শ্রেষ্ঠত্ব নেই; শ্রেষ্ঠত্বের একমাত্র মানদণ্ড তাকওয়া। এতিম, বিধবা, দাস, শ্রমিক সবার অধিকার প্রতিষ্ঠায় তিনি ছিলেন আপসহীন। মদিনা সনদের মাধ্যমে তিনি পৃথিবীর ইতিহাসে প্রথম লিখিত সংবিধানের ভিত্তি রচনা করেন, যেখানে সব ধর্ম-বর্ণের মানুষের নাগরিক অধিকার স্বীকৃত হয়। মানবসভ্যতার দীর্ঘ ও বন্ধুর ইতিহাসে এমন কিছু মুহূর্ত আসে, যখন সত্য বিভ্রান্ত হয়ে পড়ে মিথ্যার কোলাহলে। আরবের তৎকালীন সমাজ ছিল অজ্ঞতা, অনাচার ও বৈষম্যে নিমজ্জিত। ঠিক সেই ক্রান্তিলগ্নে বিশ্বমানবতার মুক্তির দূত হয়ে আগমন করেন মহানবী হজরত মুহাম্মদ সা:। তিনি ছিলেন সাম্য, সহমর্মিতা ও মানবিক মর্যাদার মূর্ত প্রতীক। ধনী-দরিদ্র, আশরাফ-আতরাফ, সাদা-কালো সব ভেদাভেদ ভেঙে তিনি ঘোষণা করেন মানুষের সর্বজনীন মর্যাদার কথা। বিদায় হজের ভাষণে তিনি বলেন, অনারবের ওপর আরবের, আরবের ওপর অনারবের কোনো শ্রেষ্ঠত্ব নেই; শ্রেষ্ঠত্বের একমাত্র মানদণ্ড তাকওয়া। এতিম, বিধবা, দাস, শ্রমিক সবার অধিকার প্রতিষ্ঠায় তিনি ছিলেন আপসহীন। মদিনা সনদের মাধ্যমে তিনি পৃথিবীর ইতিহাসে প্রথম লিখিত সংবিধানের ভিত্তি রচনা করেন, যেখানে সব ধর্ম-বর্ণের মানুষের নাগরিক অধিকার স্বীকৃত হয়। মানবসভ্যতার দীর্ঘ ও বন্ধুর ইতিহাসে এমন কিছু মুহূর্ত আসে, যখন সত্য বিভ্রান্ত হয়ে পড়ে মিথ্যার কোলাহলে। আরবের তৎকালীন সমাজ ছিল অজ্ঞতা, অনাচার ও বৈষম্যে নিমজ্জিত। ঠিক সেই ক্রান্তিলগ্নে বিশ্বমানবতার মুক্তির দূত হয়ে আগমন করেন মহানবী হজরত মুহাম্মদ সা:। তিনি ছিলেন সাম্য, সহমর্মিতা ও মানবিক মর্যাদার মূর্ত প্রতীক। ধনী-দরিদ্র, আশরাফ-আতরাফ, সাদা-কালো সব ভেদাভেদ ভেঙে তিনি ঘোষণা করেন মানুষের সর্বজনীন মর্যাদার কথা। বিদায় হজের ভাষণে তিনি বলেন, অনারবের ওপর আরবের, আরবের ওপর অনারবের কোনো শ্রেষ্ঠত্ব নেই; শ্রেষ্ঠত্বের একমাত্র মানদণ্ড তাকওয়া। এতিম, বিধবা, দাস, শ্রমিক সবার অধিকার প্রতিষ্ঠায় তিনি ছিলেন আপসহীন। মদিনা সনদের মাধ্যমে তিনি পৃথিবীর ইতিহাসে প্রথম লিখিত সংবিধানের ভিত্তি রচনা করেন, যেখানে সব ধর্ম-বর্ণের মানুষের নাগরিক অধিকার স্বীকৃত হয়। মানবসভ্যতার দীর্ঘ ও বন্ধুর ইতিহাসে এমন কিছু মুহূর্ত আসে, যখন সত্য বিভ্রান্ত হয়ে পড়ে মিথ্যার কোলাহলে। আরবের তৎকালীন সমাজ ছিল অজ্ঞতা, অনাচার ও বৈষম্যে নিমজ্জিত। ঠিক সেই ক্রান্তিলগ্নে বিশ্বমানবতার মুক্তির দূত হয়ে আগমন করেন মহানবী হজরত মুহাম্মদ সা:। তিনি ছিলেন সাম্য, সহমর্মিতা ও মানবিক মর্যাদার মূর্ত প্রতীক। ধনী-দরিদ্র, আশরাফ-আতরাফ, সাদা-কালো সব ভেদাভেদ ভেঙে তিনি ঘোষণা করেন মানুষের সর্বজনীন মর্যাদার কথা। বিদায় হজের ভাষণে তিনি বলেন, অনারবের ওপর আরবের, আরবের ওপর অনারবের কোনো শ্রেষ্ঠত্ব নেই; শ্রেষ্ঠত্বের একমাত্র মানদণ্ড তাকওয়া। এতিম, বিধবা, দাস, শ্রমিক সবার অধিকার প্রতিষ্ঠায় তিনি ছিলেন আপসহীন। মদিনা সনদের মাধ্যমে তিনি পৃথিবীর ইতিহাসে প্রথম লিখিত সংবিধানের ভিত্তি রচনা করেন, যেখানে সব ধর্ম-বর্ণের মানুষের নাগরিক অধিকার স্বীকৃত হয়। মানবসভ্যতার দীর্ঘ ও বন্ধুর ইতিহাসে এমন কিছু মুহূর্ত আসে, যখন সত্য বিভ্রান্ত হয়ে পড়ে মিথ্যার কোলাহলে। আরবের তৎকালীন সমাজ ছিল অজ্ঞতা, অনাচার ও বৈষম্যে নিমজ্জিত। ঠিক সেই ক্রান্তিলগ্নে বিশ্বমানবতার মুক্তির দূত হয়ে আগমন করেন মহানবী হজরত মুহাম্মদ সা:। তিনি ছিলেন সাম্য, সহমর্মিতা ও মানবিক মর্যাদার মূর্ত প্রতীক। ধনী-দরিদ্র, আশরাফ-আতরাফ, সাদা-কালো সব ভেদাভেদ ভেঙে তিনি ঘোষণা করেন মানুষের সর্বজনীন মর্যাদার কথা। বিদায় হজের ভাষণে তিনি বলেন, অনারবের ওপর আরবের, আরবের ওপর অনারবের কোনো শ্রেষ্ঠত্ব নেই; শ্রেষ্ঠত্বের একমাত্র মানদণ্ড তাকওয়া। এতিম, বিধবা, দাস, শ্রমিক সবার অধিকার প্রতিষ্ঠায় তিনি ছিলেন আপসহীন। মদিনা সনদের মাধ্যমে তিনি পৃথিবীর ইতিহাসে প্রথম লিখিত সংবিধানের ভিত্তি রচনা করেন, যেখানে সব ধর্ম-বর্ণের মানুষের নাগরিক অধিকার স্বীকৃত হয়। মানবসভ্যতার দীর্ঘ ও বন্ধুর ইতিহাসে এমন কিছু মুহূর্ত আসে, যখন সত্য বিভ্রান্ত হয়ে পড়ে মিথ্যার কোলাহলে। আরবের তৎকালীন সমাজ ছিল অজ্ঞতা, অনাচার ও বৈষম্যে নিমজ্জিত। ঠিক সেই ক্রান্তিলগ্নে বিশ্বমানবতার মুক্তির দূত হয়ে আগমন করেন মহানবী হজরত মুহাম্মদ সা:। তিনি ছিলেন সাম্য, সহমর্মিতা ও মানবিক মর্যাদার মূর্ত প্রতীক। ধনী-দরিদ্র, আশরাফ-আতরাফ, সাদা-কালো সব ভেদাভেদ ভেঙে তিনি ঘোষণা করেন মানুষের সর্বজনীন মর্যাদার কথা। বিদায় হজের ভাষণে তিনি বলেন, অনারবের ওপর আরবের, আরবের ওপর অনারবের কোনো শ্রেষ্ঠত্ব নেই; শ্রেষ্ঠত্বের একমাত্র মানদণ্ড তাকওয়া। এতিম, বিধবা, দাস, শ্রমিক সবার অধিকার প্রতিষ্ঠায় তিনি ছিলেন আপসহীন। মদিনা সনদের মাধ্যমে তিনি পৃথিবীর ইতিহাসে প্রথম লিখিত সংবিধানের ভিত্তি রচনা করেন, যেখানে সব ধর্ম-বর্ণের মানুষের নাগরিক অধিকার স্বীকৃত হয়। মানবসভ্যতার দীর্ঘ ও বন্ধুর ইতিহাসে এমন কিছু মুহূর্ত আসে, যখন সত্য বিভ্রান্ত হয়ে পড়ে মিথ্যার কোলাহলে। আরবের তৎকালীন সমাজ ছিল অজ্ঞতা, অনাচার ও বৈষম্যে নিমজ্জিত। ঠিক সেই ক্রান্তিলগ্নে বিশ্বমানবতার মুক্তির দূত হয়ে আগমন করেন মহানবী হজরত মুহাম্মদ সা:। তিনি ছিলেন সাম্য, সহমর্মিতা ও মানবিক মর্যাদার মূর্ত প্রতীক। ধনী-দরিদ্র, আশরাফ-আতরাফ, সাদা-কালো সব ভেদাভেদ ভেঙে তিনি ঘোষণা করেন মানুষের সর্বজনীন মর্যাদার কথা। বিদায় হজের ভাষণে তিনি বলেন, অনারবের ওপর আরবের, আরবের ওপর অনারবের কোনো শ্রেষ্ঠত্ব নেই; শ্রেষ্ঠত্বের একমাত্র মানদণ্ড তাকওয়া। এতিম, বিধবা, দাস, শ্রমিক সবার অধিকার প্রতিষ্ঠায় তিনি ছিলেন আপসহীন। মদিনা সনদের মাধ্যমে তিনি পৃথিবীর ইতিহাসে প্রথম লিখিত সংবিধানের ভিত্তি রচনা করেন, যেখানে সব ধর্ম-বর্ণের মানুষের নাগরিক অধিকার স্বীকৃত হয়। মানবসভ্যতার দীর্ঘ ও বন্ধুর ইতিহাসে এমন কিছু মুহূর্ত আসে, যখন সত্য বিভ্রান্ত হয়ে পড়ে মিথ্যার কোলাহলে। আরবের তৎকালীন সমাজ ছিল অজ্ঞতা, অনাচার ও বৈষম্যে নিমজ্জিত। ঠিক সেই ক্রান্তিলগ্নে বিশ্বমানবতার মুক্তির দূত হয়ে আগমন করেন মহানবী হজরত মুহাম্মদ সা:। তিনি ছিলেন সাম্য, সহমর্মিতা ও মানবিক মর্যাদার মূর্ত প্রতীক। ধনী-দরিদ্র, আশরাফ-আতরাফ, সাদা-কালো সব ভেদাভেদ ভেঙে তিনি ঘোষণা করেন মানুষের সর্বজনীন মর্যাদার কথা। বিদায় হজের ভাষণে তিনি বলেন, অনারবের ওপর আরবের, আরবের ওপর অনারবের কোনো শ্রেষ্ঠত্ব নেই; শ্রেষ্ঠত্বের একমাত্র মানদণ্ড তাকওয়া। এতিম, বিধবা, দাস, শ্রমিক সবার অধিকার প্রতিষ্ঠায় তিনি ছিলেন আপসহীন। মদিনা সনদের মাধ্যমে তিনি পৃথিবীর ইতিহাসে প্রথম লিখিত সংবিধানের ভিত্তি রচনা করেন, যেখানে সব ধর্ম-বর্ণের মানুষের নাগরিক অধিকার স্বীকৃত হয়। মানবসভ্যতার দীর্ঘ ও বন্ধুর ইতিহাসে এমন কিছু মুহূর্ত আসে, যখন সত্য বিভ্রান্ত হয়ে পড়ে মিথ্যার কোলাহলে। আরবের তৎকালীন সমাজ ছিল অজ্ঞতা, অনাচার ও বৈষম্যে নিমজ্জিত। ঠিক সেই ক্রান্তিলগ্নে বিশ্বমানবতার মুক্তির দূত হয়ে আগমন করেন মহানবী হজরত মুহাম্মদ সা:। তিনি ছিলেন সাম্য, সহমর্মিতা ও মানবিক মর্যাদার মূর্ত প্রতীক। ধনী-দরিদ্র, আশরাফ-আতরাফ, সাদা-কালো সব ভেদাভেদ ভেঙে তিনি ঘোষণা করেন মানুষের সর্বজনীন মর্যাদার কথা। বিদায় হজের ভাষণে তিনি বলেন, অনারবের ওপর আরবের, আরবের ওপর অনারবের কোনো শ্রেষ্ঠত্ব নেই; শ্রেষ্ঠত্বের একমাত্র মানদণ্ড তাকওয়া। এতিম, বিধবা, দাস, শ্রমিক সবার অধিকার প্রতিষ্ঠায় তিনি ছিলেন আপসহীন। মদিনা সনদের মাধ্যমে তিনি পৃথিবীর ইতিহাসে প্রথম লিখিত সংবিধানের ভিত্তি রচনা করেন, যেখানে সব ধর্ম-বর্ণের মানুষের নাগরিক অধিকার স্বীকৃত হয়। মানবসভ্যতার দীর্ঘ ও বন্ধুর ইতিহাসে এমন কিছু মুহূর্ত আসে, যখন সত্য বিভ্রান্ত হয়ে পড়ে মিথ্যার কোলাহলে। আরবের তৎকালীন সমাজ ছিল অজ্ঞতা, অনাচার ও বৈষম্যে নিমজ্জিত। ঠিক সেই ক্রান্তিলগ্নে বিশ্বমানবতার মুক্তির দূত হয়ে আগমন করেন মহানবী হজরত মুহাম্মদ সা:। তিনি ছিলেন সাম্য, সহমর্মিতা ও মানবিক মর্যাদার মূর্ত প্রতীক। ধনী-দরিদ্র, আশরাফ-আতরাফ, সাদা-কালো সব ভেদাভেদ ভেঙে তিনি ঘোষণা করেন মানুষের সর্বজনীন মর্যাদার কথা। বিদায় হজের ভাষণে তিনি বলেন, অনারবের ওপর আরবের, আরবের ওপর অনারবের কোনো শ্রেষ্ঠত্ব নেই; শ্রেষ্ঠত্বের একমাত্র মানদণ্ড তাকওয়া। এতিম, বিধবা, দাস, শ্রমিক সবার অধিকার প্রতিষ্ঠায় তিনি ছিলেন আপসহীন। মদিনা সনদের মাধ্যমে তিনি পৃথিবীর ইতিহাসে প্রথম লিখিত সংবিধানের ভিত্তি রচনা করেন, যেখানে সব ধর্ম-বর্ণের মানুষের নাগরিক অধিকার স্বীকৃত হয়। মানবসভ্যতার দীর্ঘ ও বন্ধুর ইতিহাসে এমন কিছু মুহূর্ত আসে, যখন সত্য বিভ্রান্ত হয়ে পড়ে মিথ্যার কোলাহলে। আরবের তৎকালীন সমাজ ছিল অজ্ঞতা, অনাচার ও বৈষম্যে নিমজ্জিত। ঠিক সেই ক্রান্তিলগ্নে বিশ্বমানবতার মুক্তির দূত হয়ে আগমন করেন মহানবী হজরত মুহাম্মদ সা:। তিনি ছিলেন সাম্য, সহমর্মিতা ও মানবিক মর্যাদার মূর্ত প্রতীক। ধনী-দরিদ্র, আশরাফ-আতরাফ, সাদা-কালো সব ভেদাভেদ ভেঙে তিনি ঘোষণা করেন মানুষের সর্বজনীন মর্যাদার কথা। বিদায় হজের ভাষণে তিনি বলেন, অনারবের ওপর আরবের, আরবের ওপর অনারবের কোনো শ্রেষ্ঠত্ব নেই; শ্রেষ্ঠত্বের একমাত্র মানদণ্ড তাকওয়া। এতিম, বিধবা, দাস, শ্রমিক সবার অধিকার প্রতিষ্ঠায় তিনি ছিলেন আপসহীন। মদিনা সনদের মাধ্যমে তিনি পৃথিবীর ইতিহাসে প্রথম লিখিত সংবিধানের ভিত্তি রচনা করেন, যেখানে সব ধর্ম-বর্ণের মানুষের নাগরিক অধিকার স্বীকৃত হয়। মানবসভ্যতার দীর্ঘ ও বন্ধুর ইতিহাসে এমন কিছু মুহূর্ত আসে, যখন সত্য বিভ্রান্ত হয়ে পড়ে মিথ্যার কোলাহলে। আরবের তৎকালীন সমাজ ছিল অজ্ঞতা, অনাচার ও বৈষম্যে নিমজ্জিত। ঠিক সেই ক্রান্তিলগ্নে বিশ্বমানবতার মুক্তির দূত হয়ে আগমন করেন মহানবী হজরত মুহাম্মদ সা:। তিনি ছিলেন সাম্য, সহমর্মিতা ও মানবিক মর্যাদার মূর্ত প্রতীক। ধনী-দরিদ্র, আশরাফ-আতরাফ, সাদা-কালো সব ভেদাভেদ ভেঙে তিনি ঘোষণা করেন মানুষের সর্বজনীন মর্যাদার কথা। বিদায় হজের ভাষণে তিনি বলেন, অনারবের ওপর আরবের, আরবের ওপর অনারবের কোনো শ্রেষ্ঠত্ব নেই; শ্রেষ্ঠত্বের একমাত্র মানদণ্ড তাকওয়া। এতিম, বিধবা, দাস, শ্রমিক সবার অধিকার প্রতিষ্ঠায় তিনি ছিলেন আপসহীন। মদিনা সনদের মাধ্যমে তিনি পৃথিবীর ইতিহাসে প্রথম লিখিত সংবিধানের ভিত্তি রচনা করেন, যেখানে সব ধর্ম-বর্ণের মানুষের নাগরিক অধিকার স্বীকৃত হয়। মানবসভ্যতার দীর্ঘ ও বন্ধুর ইতিহাসে এমন কিছু মুহূর্ত আসে, যখন সত্য বিভ্রান্ত হয়ে পড়ে মিথ্যার কোলাহলে। আরবের তৎকালীন সমাজ ছিল অজ্ঞতা, অনাচার ও বৈষম্যে নিমজ্জিত। ঠিক সেই ক্রান্তিলগ্নে বিশ্বমানবতার মুক্তির দূত হয়ে আগমন করেন মহানবী হজরত মুহাম্মদ সা:। তিনি ছিলেন সাম্য, সহমর্মিতা ও মানবিক মর্যাদার মূর্ত প্রতীক। ধনী-দরিদ্র, আশরাফ-আতরাফ, সাদা-কালো সব ভেদাভেদ ভেঙে তিনি ঘোষণা করেন মানুষের সর্বজনীন মর্যাদার কথা। বিদায় হজের ভাষণে তিনি বলেন, অনারবের ওপর আরবের, আরবের ওপর অনারবের কোনো শ্রেষ্ঠত্ব নেই; শ্রেষ্ঠত্বের একমাত্র মানদণ্ড তাকওয়া। এতিম, বিধবা, দাস, শ্রমিক সবার অধিকার প্রতিষ্ঠায় তিনি ছিলেন আপসহীন। মদিনা সনদের মাধ্যমে তিনি পৃথিবীর ইতিহাসে প্রথম লিখিত সংবিধানের ভিত্তি রচনা করেন, যেখানে সব ধর্ম-বর্ণের মানুষের নাগরিক অধিকার স্বীকৃত হয়। মানবসভ্যতার দীর্ঘ ও বন্ধুর ইতিহাসে এমন কিছু মুহূর্ত আসে, যখন সত্য বিভ্রান্ত হয়ে পড়ে মিথ্যার কোলাহলে। আরবের তৎকালীন সমাজ ছিল অজ্ঞতা, অনাচার ও বৈষম্যে নিমজ্জিত। ঠিক সেই ক্রান্তিলগ্নে বিশ্বমানবতার মুক্তির দূত হয়ে আগমন করেন মহানবী হজরত মুহাম্মদ সা:। তিনি ছিলেন সাম্য, সহমর্মিতা ও মানবিক মর্যাদার মূর্ত প্রতীক। ধনী-দরিদ্র, আশরাফ-আতরাফ, সাদা-কালো সব ভেদাভেদ ভেঙে তিনি ঘোষণা করেন মানুষের সর্বজনীন মর্যাদার কথা। বিদায় হজের ভাষণে তিনি বলেন, অনারবের ওপর আরবের, আরবের ওপর অনারবের কোনো শ্রেষ্ঠত্ব নেই; শ্রেষ্ঠত্বের একমাত্র মানদণ্ড তাকওয়া। এতিম, বিধবা, দাস, শ্রমিক সবার অধিকার প্রতিষ্ঠায় তিনি ছিলেন আপসহীন। মদিনা সনদের মাধ্যমে তিনি পৃথিবীর ইতিহাসে প্রথম লিখিত সংবিধানের ভিত্তি রচনা করেন, যেখানে সব ধর্ম-বর্ণের মানুষের নাগরিক অধিকার স্বীকৃত হয়। মানবসভ্যতার দীর্ঘ ও বন্ধুর ইতিহাসে এমন কিছু মুহূর্ত আসে, যখন সত্য বিভ্রান্ত হয়ে পড়ে মিথ্যার কোলাহলে। আরবের তৎকালীন সমাজ ছিল অজ্ঞতা, অনাচার ও বৈষম্যে নিমজ্জিত। ঠিক সেই ক্রান্তিলগ্নে বিশ্বমানবতার মুক্তির দূত হয়ে আগমন করেন মহানবী হজরত মুহাম্মদ সা:। তিনি ছিলেন সাম্য, সহমর্মিতা ও মানবিক মর্যাদার মূর্ত প্রতীক। ধনী-দরিদ্র, আশরাফ-আতরাফ, সাদা-কালো সব ভেদাভেদ ভেঙে তিনি ঘোষণা করেন মানুষের সর্বজনীন মর্যাদার কথা। বিদায় হজের ভাষণে তিনি বলেন, অনারবের ওপর আরবের, আরবের ওপর অনারবের কোনো শ্রেষ্ঠত্ব নেই; শ্রেষ্ঠত্বের একমাত্র মানদণ্ড তাকওয়া। এতিম, বিধবা, দাস, শ্রমিক সবার অধিকার প্রতিষ্ঠায় তিনি ছিলেন আপসহীন। মদিনা সনদের মাধ্যমে তিনি পৃথিবীর ইতিহাসে প্রথম লিখিত সংবিধানের ভিত্তি রচনা করেন, যেখানে সব ধর্ম-বর্ণের মানুষের নাগরিক অধিকার স্বীকৃত হয়। মানবসভ্যতার দীর্ঘ ও বন্ধুর ইতিহাসে এমন কিছু মুহূর্ত আসে, যখন সত্য বিভ্রান্ত হয়ে পড়ে মিথ্যার কোলাহলে। আরবের তৎকালীন সমাজ ছিল অজ্ঞতা, অনাচার ও বৈষম্যে নিমজ্জিত। ঠিক সেই ক্রান্তিলগ্নে বিশ্বমানবতার মুক্তির দূত হয়ে আগমন করেন মহানবী হজরত মুহাম্মদ সা:। তিনি ছিলেন সাম্য, সহমর্মিতা ও মানবিক মর্যাদার মূর্ত প্রতীক। ধনী-দরিদ্র, আশরাফ-আতরাফ, সাদা-কালো সব ভেদাভেদ ভেঙে তিনি ঘোষণা করেন মানুষের সর্বজনীন মর্যাদার কথা। বিদায় হজের ভাষণে তিনি বলেন, অনারবের ওপর আরবের, আরবের ওপর অনারবের কোনো শ্রেষ্ঠত্ব নেই; শ্রেষ্ঠত্বের একমাত্র মানদণ্ড তাকওয়া। এতিম, বিধবা, দাস, শ্রমিক সবার অধিকার প্রতিষ্ঠায় তিনি ছিলেন আপসহীন। মদিনা সনদের মাধ্যমে তিনি পৃথিবীর ইতিহাসে প্রথম লিখিত সংবিধানের ভিত্তি রচনা করেন, যেখানে সব ধর্ম-বর্ণের মানুষের নাগরিক অধিকার স্বীকৃত হয়। মানবসভ্যতার দীর্ঘ ও বন্ধুর ইতিহাসে এমন কিছু মুহূর্ত আসে, যখন সত্য বিভ্রান্ত হয়ে পড়ে মিথ্যার কোলাহলে। আরবের তৎকালীন সমাজ ছিল অজ্ঞতা, অনাচার ও বৈষম্যে নিমজ্জিত। ঠিক সেই ক্রান্তিলগ্নে বিশ্বমানবতার মুক্তির দূত হয়ে আগমন করেন মহানবী হজরত মুহাম্মদ সা:। তিনি ছিলেন সাম্য, সহমর্মিতা ও মানবিক মর্যাদার মূর্ত প্রতীক। ধনী-দরিদ্র, আশরাফ-আতরাফ, সাদা-কালো সব ভেদাভেদ ভেঙে তিনি ঘোষণা করেন মানুষের সর্বজনীন মর্যাদার কথা। বিদায় হজের ভাষণে তিনি বলেন, অনারবের ওপর আরবের, আরবের ওপর অনারবের কোনো শ্রেষ্ঠত্ব নেই; শ্রেষ্ঠত্বের একমাত্র মানদণ্ড তাকওয়া। এতিম, বিধবা, দাস, শ্রমিক সবার অধিকার প্রতিষ্ঠায় তিনি ছিলেন আপসহীন। মদিনা সনদের মাধ্যমে তিনি পৃথিবীর ইতিহাসে প্রথম লিখিত সংবিধানের ভিত্তি রচনা করেন, যেখানে সব ধর্ম-বর্ণের মানুষের নাগরিক অধিকার স্বীকৃত হয়। মানবসভ্যতার দীর্ঘ ও বন্ধুর ইতিহাসে এমন কিছু মুহূর্ত আসে, যখন সত্য বিভ্রান্ত হয়ে পড়ে মিথ্যার কোলাহলে। আরবের তৎকালীন সমাজ ছিল অজ্ঞতা, অনাচার ও বৈষম্যে নিমজ্জিত। ঠিক সেই ক্রান্তিলগ্নে বিশ্বমানবতার মুক্তির দূত হয়ে আগমন করেন মহানবী হজরত মুহাম্মদ সা:। তিনি ছিলেন সাম্য, সহমর্মিতা ও মানবিক মর্যাদার মূর্ত প্রতীক। ধনী-দরিদ্র, আশরাফ-আতরাফ, সাদা-কালো সব ভেদাভেদ ভেঙে তিনি ঘোষণা করেন মানুষের সর্বজনীন মর্যাদার কথা। বিদায় হজের ভাষণে তিনি বলেন, অনারবের ওপর আরবের, আরবের ওপর অনারবের কোনো শ্রেষ্ঠত্ব নেই; শ্রেষ্ঠত্বের একমাত্র মানদণ্ড তাকওয়া। এতিম, বিধবা, দাস, শ্রমিক সবার অধিকার প্রতিষ্ঠায় তিনি ছিলেন আপসহীন। মদিনা সনদের মাধ্যমে তিনি পৃথিবীর ইতিহাসে প্রথম লিখিত সংবিধানের ভিত্তি রচনা করেন, যেখানে সব ধর্ম-বর্ণের মানুষের নাগরিক অধিকার স্বীকৃত হয়। মানবসভ্যতার দীর্ঘ ও বন্ধুর ইতিহাসে এমন কিছু মুহূর্ত আসে, যখন সত্য বিভ্রান্ত হয়ে পড়ে মিথ্যার কোলাহলে। আরবের তৎকালীন সমাজ ছিল অজ্ঞতা, অনাচার ও বৈষম্যে নিমজ্জিত। ঠিক সেই ক্রান্তিলগ্নে বিশ্বমানবতার মুক্তির দূত হয়ে আগমন করেন মহানবী হজরত মুহাম্মদ সা:। তিনি ছিলেন সাম্য, সহমর্মিতা ও মানবিক মর্যাদার মূর্ত প্রতীক। ধনী-দরিদ্র, আশরাফ-আতরাফ, সাদা-কালো সব ভেদাভেদ ভেঙে তিনি ঘোষণা করেন মানুষের সর্বজনীন মর্যাদার কথা। বিদায় হজের ভাষণে তিনি বলেন, অনারবের ওপর আরবের, আরবের ওপর অনারবের কোনো শ্রেষ্ঠত্ব নেই; শ্রেষ্ঠত্বের একমাত্র মানদণ্ড তাকওয়া। এতিম, বিধবা, দাস, শ্রমিক সবার অধিকার প্রতিষ্ঠায় তিনি ছিলেন আপসহীন। মদিনা সনদের মাধ্যমে তিনি পৃথিবীর ইতিহাসে প্রথম লিখিত সংবিধানের ভিত্তি রচনা করেন, যেখানে সব ধর্ম-বর্ণের মানুষের নাগরিক অধিকার স্বীকৃত হয়। মানবসভ্যতার দীর্ঘ ও বন্ধুর ইতিহাসে এমন কিছু মুহূর্ত আসে, যখন সত্য বিভ্রান্ত হয়ে পড়ে মিথ্যার কোলাহলে। আরবের তৎকালীন সমাজ ছিল অজ্ঞতা, অনাচার ও বৈষম্যে নিমজ্জিত। ঠিক সেই ক্রান্তিলগ্নে বিশ্বমানবতার মুক্তির দূত হয়ে আগমন করেন মহানবী হজরত মুহাম্মদ সা:। তিনি ছিলেন সাম্য, সহমর্মিতা ও মানবিক মর্যাদার মূর্ত প্রতীক। ধনী-দরিদ্র, আশরাফ-আতরাফ, সাদা-কালো সব ভেদাভেদ ভেঙে তিনি ঘোষণা করেন মানুষের সর্বজনীন মর্যাদার কথা। বিদায় হজের ভাষণে তিনি বলেন, অনারবের ওপর আরবের, আরবের ওপর অনারবের কোনো শ্রেষ্ঠত্ব নেই; শ্রেষ্ঠত্বের একমাত্র মানদণ্ড তাকওয়া। এতিম, বিধবা, দাস, শ্রমিক সবার অধিকার প্রতিষ্ঠায় তিনি ছিলেন আপসহীন। মদিনা সনদের মাধ্যমে তিনি পৃথিবীর ইতিহাসে প্রথম লিখিত সংবিধানের ভিত্তি রচনা করেন, যেখানে সব ধর্ম-বর্ণের মানুষের নাগরিক অধিকার স্বীকৃত হয়। মানবসভ্যতার দীর্ঘ ও বন্ধুর ইতিহাসে এমন কিছু মুহূর্ত আসে, যখন সত্য বিভ্রান্ত হয়ে পড়ে মিথ্যার কোলাহলে। আরবের তৎকালীন সমাজ ছিল অজ্ঞতা, অনাচার ও বৈষম্যে নিমজ্জিত। ঠিক সেই ক্রান্তিলগ্নে বিশ্বমানবতার মুক্তির দূত হয়ে আগমন করেন মহানবী হজরত মুহাম্মদ সা:। তিনি ছিলেন সাম্য, সহমর্মিতা ও মানবিক মর্যাদার মূর্ত প্রতীক। ধনী-দরিদ্র, আশরাফ-আতরাফ, সাদা-কালো সব ভেদাভেদ ভেঙে তিনি ঘোষণা করেন মানুষের সর্বজনীন মর্যাদার কথা। বিদায় হজের ভাষণে তিনি বলেন, অনারবের ওপর আরবের, আরবের ওপর অনারবের কোনো শ্রেষ্ঠত্ব নেই; শ্রেষ্ঠত্বের একমাত্র মানদণ্ড তাকওয়া। এতিম, বিধবা, দাস, শ্রমিক সবার অধিকার প্রতিষ্ঠায় তিনি ছিলেন আপসহীন। মদিনা সনদের মাধ্যমে তিনি পৃথিবীর ইতিহাসে প্রথম লিখিত সংবিধানের ভিত্তি রচনা করেন, যেখানে সব ধর্ম-বর্ণের মানুষের নাগরিক অধিকার স্বীকৃত হয়। <box>618 331 1533 1321</box>
cell-qualification: বিইউএমএস/বিএএমএস <box>481 2043 575 2064</box>
qr-code <box>364 2176 408 2220</box>
article-headline: বিলীন হতে চলেছে শাহবাগ <box>444 627 573 640</box>
islamic-section-email[interactable]: ndislamicjibon2@gmail.com <box>671 87 775 97</box>
article-headline: আপিলেও প্রার্থিতা বাতিল নিয়ে <box>136 826 262 855</box>
age-note: বাংলাদেশের যে কোনো স্থানে কাজ করার মানসিকতা থাকতে হবে এবং বয়স সর্বোচ্চ ৩২ বছর <box>364 2114 1006 2135</box>
doa-headline: দোয়া কবুলের সময় <box>1212 1594 1346 1614</box>
classified-item: এফিডেভিট : আমি মোসা: হালিমা খাতুন, স্বামী- মো: হাবিবুর রহমান, ঠিকানা- কাটাখালী, রাজশাহী। হলফনামা মূলে আমার এসএসসি সনদে লিখিত জন্মতারিখ সংশোধন করিয়াছি। সংশোধিত জন্মতারিখ- ১০/০৬/২০০৩। ভবিষ্যতে ইহাই সর্বত্র ব্যবহৃত হইবে। <box>11 628 124 694</box>
col-header: ক্রমিক নং <box>364 2021 405 2043</box>
header-email[interactable]: news@dailynayadiganta.com <box>52 30 158 40</box>
job-ad <box>351 1956 1018 2345</box>
lost-code: পিডি-১০২-১/২৬ <box>79 913 124 921</box>
article-body: আদালত সূত্রে জানা গেছে, মামলার তদন্ত শেষে পুলিশ তাদের বিরুদ্ধে অভিযোগের সত্যতা না পাওয়ায় অব্যাহতির সুপারিশ করে চূড়ান্ত প্রতিবেদন দাখিল করে। গতকাল শুনানি শেষে মহানগর হাকিম আদালত চূড়ান্ত প্রতিবেদন গ্রহণ করে তাদের মামলা থেকে অব্যাহতির আদেশ দেন। আসামিপক্ষের আইনজীবী বলেন, হয়রানির উদ্দেশ্যে মিথ্যা মামলা দায়ের করা হয়েছিল। আদালতের আদেশে ন্যায়বিচার প্রতিষ্ঠিত হয়েছে বলে তিনি মন্তব্য করেন। আদালত সূত্রে জানা গেছে, মামলার তদন্ত শেষে পুলিশ তাদের বিরুদ্ধে অভিযোগের সত্যতা না পাওয়ায় অব্যাহতির সুপারিশ করে চূড়ান্ত প্রতিবেদন দাখিল করে। গতকাল শুনানি শেষে মহানগর হাকিম আদালত চূড়ান্ত প্রতিবেদন গ্রহণ করে তাদের মামলা থেকে অব্যাহতির আদেশ দেন। আসামিপক্ষের আইনজীবী বলেন, হয়রানির উদ্দেশ্যে মিথ্যা মামলা দায়ের করা হয়েছিল। আদালতের আদেশে ন্যায়বিচার প্রতিষ্ঠিত হয়েছে বলে তিনি মন্তব্য করেন। আদালত সূত্রে জানা গেছে, মামলার তদন্ত শেষে পুলিশ তাদের বিরুদ্ধে অভিযোগের সত্যতা না পাওয়ায় অব্যাহতির সুপারিশ করে চূড়ান্ত প্রতিবেদন দাখিল করে। গতকাল শুনানি শেষে মহানগর হাকিম আদালত চূড়ান্ত প্রতিবেদন গ্রহণ করে তাদের মামলা থেকে অব্যাহতির আদেশ দেন। আসামিপক্ষের আইনজীবী বলেন, হয়রানির উদ্দেশ্যে মিথ্যা মামলা দায়ের করা হয়েছিল। আদালতের আদেশে ন্যায়বিচার প্রতিষ্ঠিত হয়েছে বলে তিনি মন্তব্য করেন। <box>404 98 613 278</box>
benefit-item: ◆ বার্ষিক বেতন বৃদ্ধি <box>876 2061 998 2074</box>
article-chattogram <box>404 737 613 858</box>
mailbox <box>1024 2206 1533 2345</box>
naya-diganta-logo: নয়া দিগন্ত <box>1409 8 1533 42</box>
benefit-item: ◆ ইন্সেন্টিভ বোনাস <box>748 2061 870 2074</box>
doa-byline: মো: লোকমান হেকিম <box>1024 1621 1533 1641</box>
classified-code: এনডি-৬৯/২৬ <box>87 203 124 211</box>
continuation-note: ৩য় পৃষ্ঠার পর <box>181 87 217 96</box>
article-july <box>270 54 397 1951</box>
masthead-rule <box>7 46 1533 49</box>
lost-item: হারিয়েছে : আমার এইচএসসি পরীক্ষার মূল প্রবেশপত্র ও নম্বরপত্র হারিয়ে গিয়াছে। রোল নং-৫৪৪২৮৮, রেজি: নং-১৫৯৮৭৬৫/২১, পাসের সন-২০২৩, বিজ্ঞান বিভাগ, বোর্ড- রাজশাহী। থানায় জিডি নং-৩৩১। <box>11 930 124 976</box>
lost-item: হারিয়েছে : আমার জমির মূল দলিলখানা হারিয়ে গিয়াছে। দলিল নং-৪৫৬৭, সাল-২০০৮, সাব-রেজিস্ট্রি অফিস- সাভার, ঢাকা। মৌজা- বিরুলিয়া, খতিয়ান নং-৩৩২। সন্ধানদাতাকে উপযুক্ত পুরস্কার দেওয়া হইবে। <box>11 1288 124 1333</box>
lost-code: পিডি-১০২-২/২৬ <box>79 980 124 989</box>
lost-code: পিডি-১০২-৫/২৬ <box>79 1203 124 1211</box>
hamdard-logo: হামদর্দ <box>417 2176 462 2220</box>
qa-question: প্রশ্ন : অনেক আলেমকে পরস্পর কোলাকুলি করতে দেখা যায়। কেউ কেউ বলেন, সাক্ষাতে কোলাকুলি করা সুন্নত। আসলে কোলাকুলির বিধান কী? <box>618 233 1013 252</box>
cell-position: মেডিকেল প্রতিনিধি <box>404 2064 481 2085</box>
bank-signature <box>409 1916 607 1946</box>
article-body: পরিবারের সদস্যরা জানান, দালালচক্রের প্রলোভনে পড়ে কয়েক দফায় মোটা অঙ্কের টাকা দেওয়া হয়। কিন্তু অভিভাবকরা শেষ পর্যন্ত প্রবাসে পাঠাতে রাজি না হওয়ায় শুরু হয় পারিবারিক টানাপড়েন। স্থানীয়রা জানায়, ঘটনার দিন সন্ধ্যায় তাকে বাড়ির পাশের সড়ক থেকে উদ্ধার করে উপজেলা স্বাস্থ্য কমপ্লেক্সে নেওয়া হয়। কর্তব্যরত চিকিৎসক জানান, তার অবস্থা এখন আশঙ্কামুক্ত। থানায় একটি সাধারণ ডায়েরি করা হয়েছে এবং পুলিশ পুরো বিষয়টি খতিয়ে দেখছে। পরিবারের সদস্যরা জানান, দালালচক্রের প্রলোভনে পড়ে কয়েক দফায় মোটা অঙ্কের টাকা দেওয়া হয়। কিন্তু অভিভাবকরা শেষ পর্যন্ত প্রবাসে পাঠাতে রাজি না হওয়ায় শুরু হয় পারিবারিক টানাপড়েন। স্থানীয়রা জানায়, ঘটনার দিন সন্ধ্যায় তাকে বাড়ির পাশের সড়ক থেকে উদ্ধার করে উপজেলা স্বাস্থ্য কমপ্লেক্সে নেওয়া হয়। কর্তব্যরত চিকিৎসক জানান, তার অবস্থা এখন আশঙ্কামুক্ত। থানায় একটি সাধারণ ডায়েরি করা হয়েছে এবং পুলিশ পুরো বিষয়টি খতিয়ে দেখছে। পরিবারের সদস্যরা জানান, দালালচক্রের প্রলোভনে পড়ে কয়েক দফায় মোটা অঙ্কের টাকা দেওয়া হয়। কিন্তু অভিভাবকরা শেষ পর্যন্ত প্রবাসে পাঠাতে রাজি না হওয়ায় শুরু হয় পারিবারিক টানাপড়েন। স্থানীয়রা জানায়, ঘটনার দিন সন্ধ্যায় তাকে বাড়ির পাশের সড়ক থেকে উদ্ধার করে উপজেলা স্বাস্থ্য কমপ্লেক্সে নেওয়া হয়। কর্তব্যরত চিকিৎসক জানান, তার অবস্থা এখন আশঙ্কামুক্ত। থানায় একটি সাধারণ ডায়েরি করা হয়েছে এবং পুলিশ পুরো বিষয়টি খতিয়ে দেখছে। পরিবারের সদস্যরা জানান, দালালচক্রের প্রলোভনে পড়ে কয়েক দফায় মোটা অঙ্কের টাকা দেওয়া হয়। কিন্তু অভিভাবকরা শেষ পর্যন্ত প্রবাসে পাঠাতে রাজি না হওয়ায় শুরু হয় পারিবারিক টানাপড়েন। স্থানীয়রা জানায়, ঘটনার দিন সন্ধ্যায় তাকে বাড়ির পাশের সড়ক থেকে উদ্ধার করে উপজেলা স্বাস্থ্য কমপ্লেক্সে নেওয়া হয়। কর্তব্যরত চিকিৎসক জানান, তার অবস্থা এখন আশঙ্কামুক্ত। থানায় একটি সাধারণ ডায়েরি করা হয়েছে এবং পুলিশ পুরো বিষয়টি খতিয়ে দেখছে। পরিবারের সদস্যরা জানান, দালালচক্রের প্রলোভনে পড়ে কয়েক দফায় মোটা অঙ্কের টাকা দেওয়া হয়। কিন্তু অভিভাবকরা শেষ পর্যন্ত প্রবাসে পাঠাতে রাজি না হওয়ায় শুরু হয় পারিবারিক টানাপড়েন। স্থানীয়রা জানায়, ঘটনার দিন সন্ধ্যায় তাকে বাড়ির পাশের সড়ক থেকে উদ্ধার করে উপজেলা স্বাস্থ্য কমপ্লেক্সে নেওয়া হয়। কর্তব্যরত চিকিৎসক জানান, তার অবস্থা এখন আশঙ্কামুক্ত। থানায় একটি সাধারণ ডায়েরি করা হয়েছে এবং পুলিশ পুরো বিষয়টি খতিয়ে দেখছে। <box>136 100 263 566</box>
continuation-note: ৩য় পৃষ্ঠার পর <box>181 858 217 867</box>
join-the-leader-bar <box>613 1970 1010 2012</box>
lost-item: হারিয়েছে : আমি মাহমুদা হাসনাইন সিথী, আমার এসএসসি সার্টিফিকেট হারিয়ে গিয়াছে। রোল নং-৬৯২, রেজি: নং-২২২৩৩৯৯৬২, পাসের সন-২০২৩, শাখা- বিজ্ঞান, বোর্ড- ঢাকা। জিডি নং-৩২৪, তাং-১১/০১/২০২৬। <box>141 1835 258 1882</box>
classified-code: এনডি-৪৫-১/২৬ <box>81 611 124 619</box>
article-body: নগরীর বিভিন্ন এলাকায় অভিযান চালিয়ে নিষিদ্ধ সংগঠনের ঝটিকা মিছিলে অংশ নেওয়ার অভিযোগে যুবলীগের ১০ নেতাকর্মীকে গ্রেফতার করেছে পুলিশ। গ্রেফতারকৃতদের বিরুদ্ধে নাশকতার একাধিক মামলা রয়েছে বলে জানিয়েছে নগর পুলিশ। আদালতের মাধ্যমে তাদের কারাগারে পাঠানো হয়েছে। <box>404 768 613 805</box>
quran-source: —সূরা ইনফিতার : ১৮-১৯ <box>931 167 1007 176</box>
doa-credit: লেখক : চিকিৎসক-কলামিস্ট <box>1439 2186 1529 2199</box>
lost-box-2 <box>136 1741 263 2345</box>
benefit-item: ◆ টিএ/ডিএ সুবিধা <box>748 2092 870 2106</box>
classified-item: পুনঃ নিয়োগ বিজ্ঞপ্তি : প্রধান শিক্ষক (মাধ্যমিক) পদে এমপিও নীতিমালা-২০১৮ ও সর্বশেষ সংশোধনী অনুযায়ী যোগ্যতাসম্পন্ন প্রার্থীদের নিকট হইতে দরখাস্ত আহ্বান করা যাইতেছে। বিজ্ঞপ্তি প্রকাশের ১৫ দিনের মধ্যে অধ্যক্ষ বরাবর আবেদন পৌঁছাইতে হইবে। অসম্পূর্ণ আবেদন বাতিল বলিয়া গণ্য হইবে। পূর্বে আবেদনকৃতদের নতুন করিয়া আবেদনের প্রয়োজন নাই। যোগাযোগ : সভাপতি, ম্যানেজিং কমিটি। <box>11 220 124 314</box>
lost-code: এনডি-৪৫-৫/২৬ <box>215 1954 258 1962</box>
avashyak-title: আবশ্যক <box>38 48 98 69</box>
benefits-title: সুযোগ সুবিধা <box>748 2025 998 2043</box>
mailbox-text-after: । এ ঠিকানা ছাড়া অন্য কোনো ঠিকানায় পাঠানো লেখা বিবেচনায় আসবে না। — বিভাগীয় সম্পাদক, দিগন্ত ইসলামী জীবন, নয়া দিগন্ত, ঢাকা। <box>1208 2278 1524 2301</box>
qa-credit: —ফতোয়া বিভাগ, আস-সুন্নাহ ট্রাস্ট <box>618 255 1013 275</box>
table-row <box>364 2064 576 2085</box>
schedule-item: ২। জেলা- খুলনা, থানা- সোনাডাঙ্গা, মৌজা- ছোট বয়রা, এসএ খতিয়ান- ৩১২, আরএস দাগ- ২২০৬, জমির পরিমাণ- ০.০৩৩০ একর। <box>409 1117 607 1134</box>
lost-item: হারিয়েছে : আমার মোটরসাইকেলের মূল রেজিস্ট্রেশন সার্টিফিকেটটি হারিয়ে গিয়াছে। রেজি: নং- ঢাকা মেট্রো-ল-৩৩-৬৬৫৫, চেসিস নং- MD2A১৮৮০০, ইঞ্জিন নং- PFZWL৬৬৩। থানায় জিডি করা হইয়াছে, জিডি নং-৩৬৬, তাং-০৭/০১/২০২৬। <box>141 1971 258 2026</box>
doa-article <box>1024 1593 1533 2201</box>
avashyak-box <box>7 50 129 503</box>
mahanabi-body <box>618 330 1533 1588</box>
lost-code: পিডি-১০২-৮/২৬ <box>79 1406 124 1414</box>
auction-body: এতদ্বারা সংশ্লিষ্ট সকলের অবগতির জন্য জানানো যাচ্ছে যে, নিম্ন তফসিলে বর্ণিত সম্পত্তি অত্র শাখায় দায়বদ্ধ থাকা অবস্থায় ঋণগ্রহীতা ঋণের টাকা পরিশোধে ব্যর্থ হওয়ায় অর্থঋণ আদালত আইন-২০০৩ এর ১২(৩) ধারার বিধান মতে বন্ধকী সম্পত্তি নিলামে বিক্রয়ের সিদ্ধান্ত গৃহীত হয়েছে। আগ্রহী ক্রেতাগণকে আগামী ০৫/০২/২০২৬ তারিখ বেলা ২টার মধ্যে সিলগালাকৃত খামে দরপত্র দাখিলের জন্য অনুরোধ করা যাচ্ছে। উল্লিখিত তারিখে বিকেল ৩টায় উপস্থিত দরদাতাদের সম্মুখে দরপত্র খোলা হবে। ঋণগ্রহীতা : মেসার্স খুলনা ট্রেডার্স, প্রোপ্রাইটর- মো: আব্দুল মান্নান, যশোর রোড, খুলনা। আদায়যোগ্য পাওনা (সুদসহ) : ১,০৮,৮০,৪১৫/- টাকা। এতদ্বারা সংশ্লিষ্ট সকলের অবগতির জন্য জানানো যাচ্ছে যে, নিম্ন তফসিলে বর্ণিত সম্পত্তি অত্র শাখায় দায়বদ্ধ থাকা অবস্থায় ঋণগ্রহীতা ঋণের টাকা পরিশোধে ব্যর্থ হওয়ায় অর্থঋণ আদালত আইন-২০০৩ এর ১২(৩) ধারার বিধান মতে বন্ধকী সম্পত্তি নিলামে বিক্রয়ের সিদ্ধান্ত গৃহীত হয়েছে। আগ্রহী ক্রেতাগণকে আগামী ০৫/০২/২০২৬ তারিখ বেলা ২টার মধ্যে সিলগালাকৃত খামে দরপত্র দাখিলের জন্য অনুরোধ করা যাচ্ছে। উল্লিখিত তারিখে বিকেল ৩টায় উপস্থিত দরদাতাদের সম্মুখে দরপত্র খোলা হবে। ঋণগ্রহীতা : মেসার্স খুলনা ট্রেডার্স, প্রোপ্রাইটর- মো: আব্দুল মান্নান, যশোর রোড, খুলনা। আদায়যোগ্য পাওনা (সুদসহ) : ১,০৮,৮০,৪১৫/- টাকা। <box>409 936 607 1080</box>
schedule-item: ১। জেলা- খুলনা, থানা- খালিশপুর, মৌজা- বয়রা, খতিয়ান নং- ৪২১, দাগ নং- ১০৫৪, জমির পরিমাণ- ০.০৪৫০ একর, দ্বিতল ভবনসহ। <box>409 1096 607 1114</box>
bank-branch: যশোর রোড কর্পোরেট শাখা, খুলনা। <box>460 890 556 898</box>
janata-bank-logo: JB <box>444 868 465 889</box>
schedule-title: ◼ সম্পত্তির তফসিল ◼ <box>409 1083 607 1093</box>
schedule-item: ৫। জেলা- খুলনা, থানা- দৌলতপুর, মৌজা- পাবলা, খতিয়ান- ২২৭, দাগ- ৯৮৭, জমির পরিমাণ- ০.০৫০০ একর। <box>409 1179 607 1196</box>
islamic-section-title: দিগন্ত ইসলামী জীবন <box>671 64 842 88</box>
mailbox-text <box>1208 2248 1523 2302</box>
benefit-item: ◆ উৎসব ভাতা (২টি) <box>876 2045 998 2059</box>
lost-item: হারিয়েছে : আমি মো: আলিম উদ্দিন, আমার দাখিল পরীক্ষার মূল সনদ হারিয়ে গিয়াছে। রোল নং-১১৭৩৮৮, রেজি: নং-১৯১০৭৬১৭৮/২০০৬, মাদরাসা শিক্ষা বোর্ড। সন্ধানদাতাকে ধন্যবাদ দেওয়া হইবে। <box>141 1768 258 1814</box>
lost-item: হারিয়েছে : আমার স্নাতক (সম্মান) পরীক্ষার মূল মার্কশিট হারিয়ে গিয়াছে। রোল নং- B-1010501৪, রেজি: নং-৩৬৭৭২০১১/১২, ইসলামের ইতিহাস ও সংস্কৃতি বিভাগ, জাতীয় বিশ্ববিদ্যালয়। পাসের সন-২০১৫। <box>11 1152 124 1199</box>
article-body: প্রসিকিউশনের আবেদনের পরিপ্রেক্ষিতে আন্তর্জাতিক অপরাধ ট্রাইব্যুনাল এ আদেশ দেন। ট্রাইব্যুনালের চেয়ারম্যান বিচারপতির নেতৃত্বে তিন সদস্যের বেঞ্চে শুনানি অনুষ্ঠিত হয়। প্রসিকিউটর জানান, জুলাই-আগস্ট গণ-অভ্যুত্থানে নিরস্ত্র ছাত্র-জনতার ওপর নির্বিচার গুলিবর্ষণের ঘটনায় দায়ের হওয়া মামলার তদন্ত প্রায় শেষ পর্যায়ে রয়েছে। তদন্ত সংস্থা ইতোমধ্যে ঘটনাস্থল পরিদর্শন করে আলামত সংগ্রহ করেছে এবং শতাধিক প্রত্যক্ষদর্শীর সাক্ষ্য গ্রহণ করা হয়েছে। আগামী ধার্য তারিখের মধ্যে তদন্ত প্রতিবেদন দাখিলের নির্দেশ দেওয়া হয়েছে। প্রসিকিউশনের আবেদনের পরিপ্রেক্ষিতে আন্তর্জাতিক অপরাধ ট্রাইব্যুনাল এ আদেশ দেন। ট্রাইব্যুনালের চেয়ারম্যান বিচারপতির নেতৃত্বে তিন সদস্যের বেঞ্চে শুনানি অনুষ্ঠিত হয়। প্রসিকিউটর জানান, জুলাই-আগস্ট গণ-অভ্যুত্থানে নিরস্ত্র ছাত্র-জনতার ওপর নির্বিচার গুলিবর্ষণের ঘটনায় দায়ের হওয়া মামলার তদন্ত প্রায় শেষ পর্যায়ে রয়েছে। তদন্ত সংস্থা ইতোমধ্যে ঘটনাস্থল পরিদর্শন করে আলামত সংগ্রহ করেছে এবং শতাধিক প্রত্যক্ষদর্শীর সাক্ষ্য গ্রহণ করা হয়েছে। আগামী ধার্য তারিখের মধ্যে তদন্ত প্রতিবেদন দাখিলের নির্দেশ দেওয়া হয়েছে। প্রসিকিউশনের আবেদনের পরিপ্রেক্ষিতে আন্তর্জাতিক অপরাধ ট্রাইব্যুনাল এ আদেশ দেন। ট্রাইব্যুনালের চেয়ারম্যান বিচারপতির নেতৃত্বে তিন সদস্যের বেঞ্চে শুনানি অনুষ্ঠিত হয়। প্রসিকিউটর জানান, জুলাই-আগস্ট গণ-অভ্যুত্থানে নিরস্ত্র ছাত্র-জনতার ওপর নির্বিচার গুলিবর্ষণের ঘটনায় দায়ের হওয়া মামলার তদন্ত প্রায় শেষ পর্যায়ে রয়েছে। তদন্ত সংস্থা ইতোমধ্যে ঘটনাস্থল পরিদর্শন করে আলামত সংগ্রহ করেছে এবং শতাধিক প্রত্যক্ষদর্শীর সাক্ষ্য গ্রহণ করা হয়েছে। আগামী ধার্য তারিখের মধ্যে তদন্ত প্রতিবেদন দাখিলের নির্দেশ দেওয়া হয়েছে। প্রসিকিউশনের আবেদনের পরিপ্রেক্ষিতে আন্তর্জাতিক অপরাধ ট্রাইব্যুনাল এ আদেশ দেন। ট্রাইব্যুনালের চেয়ারম্যান বিচারপতির নেতৃত্বে তিন সদস্যের বেঞ্চে শুনানি অনুষ্ঠিত হয়। প্রসিকিউটর জানান, জুলাই-আগস্ট গণ-অভ্যুত্থানে নিরস্ত্র ছাত্র-জনতার ওপর নির্বিচার গুলিবর্ষণের ঘটনায় দায়ের হওয়া মামলার তদন্ত প্রায় শেষ পর্যায়ে রয়েছে। তদন্ত সংস্থা ইতোমধ্যে ঘটনাস্থল পরিদর্শন করে আলামত সংগ্রহ করেছে এবং শতাধিক প্রত্যক্ষদর্শীর সাক্ষ্য গ্রহণ করা হয়েছে। আগামী ধার্য তারিখের মধ্যে তদন্ত প্রতিবেদন দাখিলের নির্দেশ দেওয়া হয়েছে। প্রসিকিউশনের আবেদনের পরিপ্রেক্ষিতে আন্তর্জাতিক অপরাধ ট্রাইব্যুনাল এ আদেশ দেন। ট্রাইব্যুনালের চেয়ারম্যান বিচারপতির নেতৃত্বে তিন সদস্যের বেঞ্চে শুনানি অনুষ্ঠিত হয়। প্রসিকিউটর জানান, জুলাই-আগস্ট গণ-অভ্যুত্থানে নিরস্ত্র ছাত্র-জনতার ওপর নির্বিচার গুলিবর্ষণের ঘটনায় দায়ের হওয়া মামলার তদন্ত প্রায় শেষ পর্যায়ে রয়েছে। তদন্ত সংস্থা ইতোমধ্যে ঘটনাস্থল পরিদর্শন করে আলামত সংগ্রহ করেছে এবং শতাধিক প্রত্যক্ষদর্শীর সাক্ষ্য গ্রহণ করা হয়েছে। আগামী ধার্য তারিখের মধ্যে তদন্ত প্রতিবেদন দাখিলের নির্দেশ দেওয়া হয়েছে। প্রসিকিউশনের আবেদনের পরিপ্রেক্ষিতে আন্তর্জাতিক অপরাধ ট্রাইব্যুনাল এ আদেশ দেন। ট্রাইব্যুনালের চেয়ারম্যান বিচারপতির নেতৃত্বে তিন সদস্যের বেঞ্চে শুনানি অনুষ্ঠিত হয়। প্রসিকিউটর জানান, জুলাই-আগস্ট গণ-অভ্যুত্থানে নিরস্ত্র ছাত্র-জনতার ওপর নির্বিচার গুলিবর্ষণের ঘটনায় দায়ের হওয়া মামলার তদন্ত প্রায় শেষ পর্যায়ে রয়েছে। তদন্ত সংস্থা ইতোমধ্যে ঘটনাস্থল পরিদর্শন করে আলামত সংগ্রহ করেছে এবং শতাধিক প্রত্যক্ষদর্শীর সাক্ষ্য গ্রহণ করা হয়েছে। আগামী ধার্য তারিখের মধ্যে তদন্ত প্রতিবেদন দাখিলের নির্দেশ দেওয়া হয়েছে। প্রসিকিউশনের আবেদনের পরিপ্রেক্ষিতে আন্তর্জাতিক অপরাধ ট্রাইব্যুনাল এ আদেশ দেন। ট্রাইব্যুনালের চেয়ারম্যান বিচারপতির নেতৃত্বে তিন সদস্যের বেঞ্চে শুনানি অনুষ্ঠিত হয়। প্রসিকিউটর জানান, জুলাই-আগস্ট গণ-অভ্যুত্থানে নিরস্ত্র ছাত্র-জনতার ওপর নির্বিচার গুলিবর্ষণের ঘটনায় দায়ের হওয়া মামলার তদন্ত প্রায় শেষ পর্যায়ে রয়েছে। তদন্ত সংস্থা ইতোমধ্যে ঘটনাস্থল পরিদর্শন করে আলামত সংগ্রহ করেছে এবং শতাধিক প্রত্যক্ষদর্শীর সাক্ষ্য গ্রহণ করা হয়েছে। আগামী ধার্য তারিখের মধ্যে তদন্ত প্রতিবেদন দাখিলের নির্দেশ দেওয়া হয়েছে। প্রসিকিউশনের আবেদনের পরিপ্রেক্ষিতে আন্তর্জাতিক অপরাধ ট্রাইব্যুনাল এ আদেশ দেন। ট্রাইব্যুনালের চেয়ারম্যান বিচারপতির নেতৃত্বে তিন সদস্যের বেঞ্চে শুনানি অনুষ্ঠিত হয়। প্রসিকিউটর জানান, জুলাই-আগস্ট গণ-অভ্যুত্থানে নিরস্ত্র ছাত্র-জনতার ওপর নির্বিচার গুলিবর্ষণের ঘটনায় দায়ের হওয়া মামলার তদন্ত প্রায় শেষ পর্যায়ে রয়েছে। তদন্ত সংস্থা ইতোমধ্যে ঘটনাস্থল পরিদর্শন করে আলামত সংগ্রহ করেছে এবং শতাধিক প্রত্যক্ষদর্শীর সাক্ষ্য গ্রহণ করা হয়েছে। আগামী ধার্য তারিখের মধ্যে তদন্ত প্রতিবেদন দাখিলের নির্দেশ দেওয়া হয়েছে। প্রসিকিউশনের আবেদনের পরিপ্রেক্ষিতে আন্তর্জাতিক অপরাধ ট্রাইব্যুনাল এ আদেশ দেন। ট্রাইব্যুনালের চেয়ারম্যান বিচারপতির নেতৃত্বে তিন সদস্যের বেঞ্চে শুনানি অনুষ্ঠিত হয়। প্রসিকিউটর জানান, জুলাই-আগস্ট গণ-অভ্যুত্থানে নিরস্ত্র ছাত্র-জনতার ওপর নির্বিচার গুলিবর্ষণের ঘটনায় দায়ের হওয়া মামলার তদন্ত প্রায় শেষ পর্যায়ে রয়েছে। তদন্ত সংস্থা ইতোমধ্যে ঘটনাস্থল পরিদর্শন করে আলামত সংগ্রহ করেছে এবং শতাধিক প্রত্যক্ষদর্শীর সাক্ষ্য গ্রহণ করা হয়েছে। আগামী ধার্য তারিখের মধ্যে তদন্ত প্রতিবেদন দাখিলের নির্দেশ দেওয়া হয়েছে। প্রসিকিউশনের আবেদনের পরিপ্রেক্ষিতে আন্তর্জাতিক অপরাধ ট্রাইব্যুনাল এ আদেশ দেন। ট্রাইব্যুনালের চেয়ারম্যান বিচারপতির নেতৃত্বে তিন সদস্যের বেঞ্চে শুনানি অনুষ্ঠিত হয়। প্রসিকিউটর জানান, জুলাই-আগস্ট গণ-অভ্যুত্থানে নিরস্ত্র ছাত্র-জনতার ওপর নির্বিচার গুলিবর্ষণের ঘটনায় দায়ের হওয়া মামলার তদন্ত প্রায় শেষ পর্যায়ে রয়েছে। তদন্ত সংস্থা ইতোমধ্যে ঘটনাস্থল পরিদর্শন করে আলামত সংগ্রহ করেছে এবং শতাধিক প্রত্যক্ষদর্শীর সাক্ষ্য গ্রহণ করা হয়েছে। আগামী ধার্য তারিখের মধ্যে তদন্ত প্রতিবেদন দাখিলের নির্দেশ দেওয়া হয়েছে। প্রসিকিউশনের আবেদনের পরিপ্রেক্ষিতে আন্তর্জাতিক অপরাধ ট্রাইব্যুনাল এ আদেশ দেন। ট্রাইব্যুনালের চেয়ারম্যান বিচারপতির নেতৃত্বে তিন সদস্যের বেঞ্চে শুনানি অনুষ্ঠিত হয়। প্রসিকিউটর জানান, জুলাই-আগস্ট গণ-অভ্যুত্থানে নিরস্ত্র ছাত্র-জনতার ওপর নির্বিচার গুলিবর্ষণের ঘটনায় দায়ের হওয়া মামলার তদন্ত প্রায় শেষ পর্যায়ে রয়েছে। তদন্ত সংস্থা ইতোমধ্যে ঘটনাস্থল পরিদর্শন করে আলামত সংগ্রহ করেছে এবং শতাধিক প্রত্যক্ষদর্শীর সাক্ষ্য গ্রহণ করা হয়েছে। আগামী ধার্য তারিখের মধ্যে তদন্ত প্রতিবেদন দাখিলের নির্দেশ দেওয়া হয়েছে। প্রসিকিউশনের আবেদনের পরিপ্রেক্ষিতে আন্তর্জাতিক অপরাধ ট্রাইব্যুনাল এ আদেশ দেন। ট্রাইব্যুনালের চেয়ারম্যান বিচারপতির নেতৃত্বে তিন সদস্যের বেঞ্চে শুনানি অনুষ্ঠিত হয়। প্রসিকিউটর জানান, জুলাই-আগস্ট গণ-অভ্যুত্থানে নিরস্ত্র ছাত্র-জনতার ওপর নির্বিচার গুলিবর্ষণের ঘটনায় দায়ের হওয়া মামলার তদন্ত প্রায় শেষ পর্যায়ে রয়েছে। তদন্ত সংস্থা ইতোমধ্যে ঘটনাস্থল পরিদর্শন করে আলামত সংগ্রহ করেছে এবং শতাধিক প্রত্যক্ষদর্শীর সাক্ষ্য গ্রহণ করা হয়েছে। আগামী ধার্য তারিখের মধ্যে তদন্ত প্রতিবেদন দাখিলের নির্দেশ দেওয়া হয়েছে। <box>270 85 397 1342</box>
mahanabi-body-continued <box>618 1593 1016 1951</box>
article-body: দোয়া মুমিনের শ্রেষ্ঠ হাতিয়ার। হাদিসে দোয়াকে ইবাদতের মগজ বলা হয়েছে। কিছু বিশেষ সময়ে দোয়া কবুল হওয়ার প্রতিশ্রুতি রয়েছে। রাতের শেষ তৃতীয়াংশে আল্লাহ তায়ালা প্রথম আসমানে নেমে আসেন এবং বান্দার ডাকে সাড়া দেন (বুখারি-১১৪৫)। আজান ও ইকামতের মধ্যবর্তী সময়ের দোয়া ফেরত দেওয়া হয় না (তিরমিজি-২১২)। সিজদায় বান্দা তার রবের সবচেয়ে নিকটবর্তী হয়, তাই সিজদায় বেশি বেশি দোয়া করার নির্দেশ এসেছে (মুসলিম-৪৮২)। জুমার দিনে এমন একটি মুহূর্ত আছে, যখন বান্দা যা চায় আল্লাহ তা-ই দান করেন (বুখারি-৯৩৫)। ইফতারের পূর্বমুহূর্তে রোজাদারের দোয়া কবুল হয় (ইবনে মাজাহ-১৭৫২)। বৃষ্টির সময়, সফরের সময় এবং মজলুমের দোয়াও কবুলের বিশেষ সময়। দোয়া মুমিনের শ্রেষ্ঠ হাতিয়ার। হাদিসে দোয়াকে ইবাদতের মগজ বলা হয়েছে। কিছু বিশেষ সময়ে দোয়া কবুল হওয়ার প্রতিশ্রুতি রয়েছে। রাতের শেষ তৃতীয়াংশে আল্লাহ তায়ালা প্রথম আসমানে নেমে আসেন এবং বান্দার ডাকে সাড়া দেন (বুখারি-১১৪৫)। আজান ও ইকামতের মধ্যবর্তী সময়ের দোয়া ফেরত দেওয়া হয় না (তিরমিজি-২১২)। সিজদায় বান্দা তার রবের সবচেয়ে নিকটবর্তী হয়, তাই সিজদায় বেশি বেশি দোয়া করার নির্দেশ এসেছে (মুসলিম-৪৮২)। জুমার দিনে এমন একটি মুহূর্ত আছে, যখন বান্দা যা চায় আল্লাহ তা-ই দান করেন (বুখারি-৯৩৫)। ইফতারের পূর্বমুহূর্তে রোজাদারের দোয়া কবুল হয় (ইবনে মাজাহ-১৭৫২)। বৃষ্টির সময়, সফরের সময় এবং মজলুমের দোয়াও কবুলের বিশেষ সময়। দোয়া মুমিনের শ্রেষ্ঠ হাতিয়ার। হাদিসে দোয়াকে ইবাদতের মগজ বলা হয়েছে। কিছু বিশেষ সময়ে দোয়া কবুল হওয়ার প্রতিশ্রুতি রয়েছে। রাতের শেষ তৃতীয়াংশে আল্লাহ তায়ালা প্রথম আসমানে নেমে আসেন এবং বান্দার ডাকে সাড়া দেন (বুখারি-১১৪৫)। আজান ও ইকামতের মধ্যবর্তী সময়ের দোয়া ফেরত দেওয়া হয় না (তিরমিজি-২১২)। সিজদায় বান্দা তার রবের সবচেয়ে নিকটবর্তী হয়, তাই সিজদায় বেশি বেশি দোয়া করার নির্দেশ এসেছে (মুসলিম-৪৮২)। জুমার দিনে এমন একটি মুহূর্ত আছে, যখন বান্দা যা চায় আল্লাহ তা-ই দান করেন (বুখারি-৯৩৫)। ইফতারের পূর্বমুহূর্তে রোজাদারের দোয়া কবুল হয় (ইবনে মাজাহ-১৭৫২)। বৃষ্টির সময়, সফরের সময় এবং মজলুমের দোয়াও কবুলের বিশেষ সময়। দোয়া মুমিনের শ্রেষ্ঠ হাতিয়ার। হাদিসে দোয়াকে ইবাদতের মগজ বলা হয়েছে। কিছু বিশেষ সময়ে দোয়া কবুল হওয়ার প্রতিশ্রুতি রয়েছে। রাতের শেষ তৃতীয়াংশে আল্লাহ তায়ালা প্রথম আসমানে নেমে আসেন এবং বান্দার ডাকে সাড়া দেন (বুখারি-১১৪৫)। আজান ও ইকামতের মধ্যবর্তী সময়ের দোয়া ফেরত দেওয়া হয় না (তিরমিজি-২১২)। সিজদায় বান্দা তার রবের সবচেয়ে নিকটবর্তী হয়, তাই সিজদায় বেশি বেশি দোয়া করার নির্দেশ এসেছে (মুসলিম-৪৮২)। জুমার দিনে এমন একটি মুহূর্ত আছে, যখন বান্দা যা চায় আল্লাহ তা-ই দান করেন (বুখারি-৯৩৫)। ইফতারের পূর্বমুহূর্তে রোজাদারের দোয়া কবুল হয় (ইবনে মাজাহ-১৭৫২)। বৃষ্টির সময়, সফরের সময় এবং মজলুমের দোয়াও কবুলের বিশেষ সময়। দোয়া মুমিনের শ্রেষ্ঠ হাতিয়ার। হাদিসে দোয়াকে ইবাদতের মগজ বলা হয়েছে। কিছু বিশেষ সময়ে দোয়া কবুল হওয়ার প্রতিশ্রুতি রয়েছে। রাতের শেষ তৃতীয়াংশে আল্লাহ তায়ালা প্রথম আসমানে নেমে আসেন এবং বান্দার ডাকে সাড়া দেন (বুখারি-১১৪৫)। আজান ও ইকামতের মধ্যবর্তী সময়ের দোয়া ফেরত দেওয়া হয় না (তিরমিজি-২১২)। সিজদায় বান্দা তার রবের সবচেয়ে নিকটবর্তী হয়, তাই সিজদায় বেশি বেশি দোয়া করার নির্দেশ এসেছে (মুসলিম-৪৮২)। জুমার দিনে এমন একটি মুহূর্ত আছে, যখন বান্দা যা চায় আল্লাহ তা-ই দান করেন (বুখারি-৯৩৫)। ইফতারের পূর্বমুহূর্তে রোজাদারের দোয়া কবুল হয় (ইবনে মাজাহ-১৭৫২)। বৃষ্টির সময়, সফরের সময় এবং মজলুমের দোয়াও কবুলের বিশেষ সময়। দোয়া মুমিনের শ্রেষ্ঠ হাতিয়ার। হাদিসে দোয়াকে ইবাদতের মগজ বলা হয়েছে। কিছু বিশেষ সময়ে দোয়া কবুল হওয়ার প্রতিশ্রুতি রয়েছে। রাতের শেষ তৃতীয়াংশে আল্লাহ তায়ালা প্রথম আসমানে নেমে আসেন এবং বান্দার ডাকে সাড়া দেন (বুখারি-১১৪৫)। আজান ও ইকামতের মধ্যবর্তী সময়ের দোয়া ফেরত দেওয়া হয় না (তিরমিজি-২১২)। সিজদায় বান্দা তার রবের সবচেয়ে নিকটবর্তী হয়, তাই সিজদায় বেশি বেশি দোয়া করার নির্দেশ এসেছে (মুসলিম-৪৮২)। জুমার দিনে এমন একটি মুহূর্ত আছে, যখন বান্দা যা চায় আল্লাহ তা-ই দান করেন (বুখারি-৯৩৫)। ইফতারের পূর্বমুহূর্তে রোজাদারের দোয়া কবুল হয় (ইবনে মাজাহ-১৭৫২)। বৃষ্টির সময়, সফরের সময় এবং মজলুমের দোয়াও কবুলের বিশেষ সময়। দোয়া মুমিনের শ্রেষ্ঠ হাতিয়ার। হাদিসে দোয়াকে ইবাদতের মগজ বলা হয়েছে। কিছু বিশেষ সময়ে দোয়া কবুল হওয়ার প্রতিশ্রুতি রয়েছে। রাতের শেষ তৃতীয়াংশে আল্লাহ তায়ালা প্রথম আসমানে নেমে আসেন এবং বান্দার ডাকে সাড়া দেন (বুখারি-১১৪৫)। আজান ও ইকামতের মধ্যবর্তী সময়ের দোয়া ফেরত দেওয়া হয় না (তিরমিজি-২১২)। সিজদায় বান্দা তার রবের সবচেয়ে নিকটবর্তী হয়, তাই সিজদায় বেশি বেশি দোয়া করার নির্দেশ এসেছে (মুসলিম-৪৮২)। জুমার দিনে এমন একটি মুহূর্ত আছে, যখন বান্দা যা চায় আল্লাহ তা-ই দান করেন (বুখারি-৯৩৫)। ইফতারের পূর্বমুহূর্তে রোজাদারের দোয়া কবুল হয় (ইবনে মাজাহ-১৭৫২)। বৃষ্টির সময়, সফরের সময় এবং মজলুমের দোয়াও কবুলের বিশেষ সময়। দোয়া মুমিনের শ্রেষ্ঠ হাতিয়ার। হাদিসে দোয়াকে ইবাদতের মগজ বলা হয়েছে। কিছু বিশেষ সময়ে দোয়া কবুল হওয়ার প্রতিশ্রুতি রয়েছে। রাতের শেষ তৃতীয়াংশে আল্লাহ তায়ালা প্রথম আসমানে নেমে আসেন এবং বান্দার ডাকে সাড়া দেন (বুখারি-১১৪৫)। আজান ও ইকামতের মধ্যবর্তী সময়ের দোয়া ফেরত দেওয়া হয় না (তিরমিজি-২১২)। সিজদায় বান্দা তার রবের সবচেয়ে নিকটবর্তী হয়, তাই সিজদায় বেশি বেশি দোয়া করার নির্দেশ এসেছে (মুসলিম-৪৮২)। জুমার দিনে এমন একটি মুহূর্ত আছে, যখন বান্দা যা চায় আল্লাহ তা-ই দান করেন (বুখারি-৯৩৫)। ইফতারের পূর্বমুহূর্তে রোজাদারের দোয়া কবুল হয় (ইবনে মাজাহ-১৭৫২)। বৃষ্টির সময়, সফরের সময় এবং মজলুমের দোয়াও কবুলের বিশেষ সময়। দোয়া মুমিনের শ্রেষ্ঠ হাতিয়ার। হাদিসে দোয়াকে ইবাদতের মগজ বলা হয়েছে। কিছু বিশেষ সময়ে দোয়া কবুল হওয়ার প্রতিশ্রুতি রয়েছে। রাতের শেষ তৃতীয়াংশে আল্লাহ তায়ালা প্রথম আসমানে নেমে আসেন এবং বান্দার ডাকে সাড়া দেন (বুখারি-১১৪৫)। আজান ও ইকামতের মধ্যবর্তী সময়ের দোয়া ফেরত দেওয়া হয় না (তিরমিজি-২১২)। সিজদায় বান্দা তার রবের সবচেয়ে নিকটবর্তী হয়, তাই সিজদায় বেশি বেশি দোয়া করার নির্দেশ এসেছে (মুসলিম-৪৮২)। জুমার দিনে এমন একটি মুহূর্ত আছে, যখন বান্দা যা চায় আল্লাহ তা-ই দান করেন (বুখারি-৯৩৫)। ইফতারের পূর্বমুহূর্তে রোজাদারের দোয়া কবুল হয় (ইবনে মাজাহ-১৭৫২)। বৃষ্টির সময়, সফরের সময় এবং মজলুমের দোয়াও কবুলের বিশেষ সময়। <box>1024 1646 1533 2074</box>
continuation-note: ১ম পৃষ্ঠার পর <box>315 71 351 80</box>
schedule-item: ৩। জেলা- যশোর, থানা- অভয়নগর, মৌজা- নওয়াপাড়া, খতিয়ান- ৮৮৯, দাগ- ৪৫৬৭, জমির পরিমাণ- ০.১২০০ একর, টিনশেড ঘরসহ। <box>409 1137 607 1154</box>
masthead <box>7 5 1533 44</box>
lost-box-1 <box>7 826 129 2345</box>
lost-title: হারিয়েছে <box>36 824 99 845</box>
quran-title: সেদিনের সব কর্তৃত্ব আল্লাহর <box>762 136 868 147</box>
benefit-item: ◆ আকর্ষণীয় বেতন <box>748 2045 870 2059</box>
article-apileo <box>136 825 263 1739</box>
benefit-item: ◆ প্রভিডেন্ট ফান্ড <box>748 2076 870 2090</box>
quran-box <box>618 113 1013 203</box>
people-icon <box>672 1980 717 2003</box>
